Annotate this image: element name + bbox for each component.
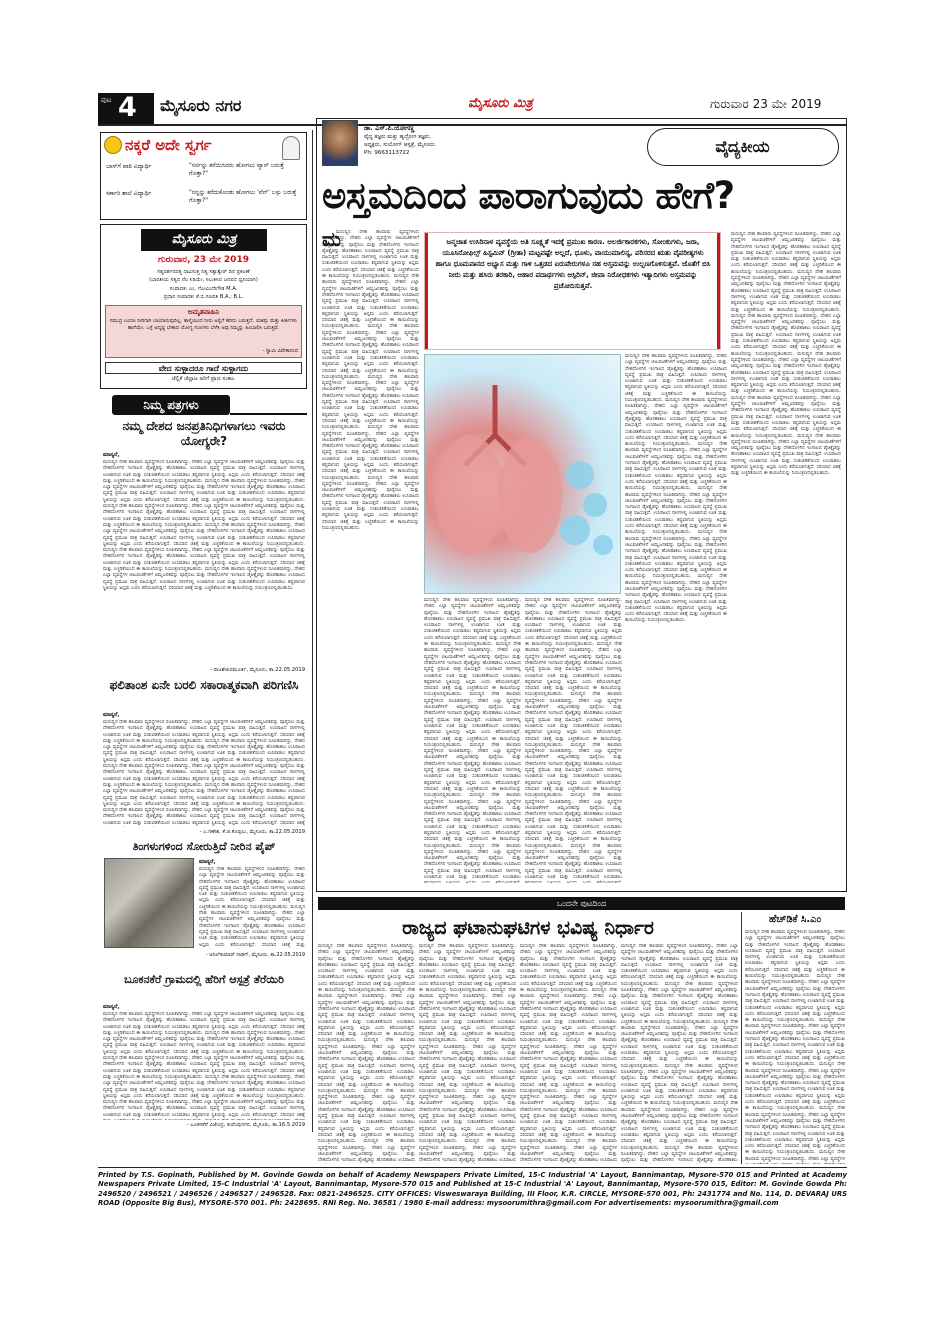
- pipe-leak-photo: [104, 858, 194, 948]
- side-col-body: ಮನುಷ್ಯನ ದೇಹ ಹಲವಾರು ವ್ಯವಸ್ಥೆಗಳಿಂದ ರೂಪಿತವಾಗಿದ್ದು, ದೇಹದ ಎಲ್ಲಾ ವ್ಯವಸ್ಥೆಗಳ ಚಟುವಟಿಕೆಗಳಿಗೆ ಆಮ್ಲಜನಕವನ್ನು ಪೂರೈಸಲು ಮತ್ತು ದೇಹದೊಳಗಿನ ಇಂಗಾಲದ ಡೈಆಕ್ಸೈಡನ್ನು ಹೊರಹಾಕಲು ಉಸಿರಾಟದ ವ್ಯವಸ್ಥೆ ಪ್ರಮುಖ ಪಾತ್ರ ವಹಿಸುತ್ತದೆ. ಉಸಿರಾಟದ ನಾಳಗಳಲ್ಲಿ ಉಂಟಾಗುವ ಊತ ಮತ್ತು ಸಂಕುಚಿತತೆಯಿಂದ ಉಸಿರಾಡಲು ಕಷ್ಟವಾಗುವ ಸ್ಥಿತಿಯನ್ನು ಅಸ್ತಮ ಎಂದು ಕರೆಯಲಾಗುತ್ತದೆ. ಸರಿಯಾದ ಚಿಕಿತ್ಸೆ ಮತ್ತು ಎಚ್ಚರಿಕೆಯಿಂದ ಈ ಕಾಯಿಲೆಯನ್ನು ನಿಯಂತ್ರಣದಲ್ಲಿಡಬಹುದು. ಮನುಷ್ಯನ ದೇಹ ಹಲವಾರು ವ್ಯವಸ್ಥೆಗಳಿಂದ ರೂಪಿತವಾಗಿದ್ದು, ದೇಹದ ಎಲ್ಲಾ ವ್ಯವಸ್ಥೆಗಳ ಚಟುವಟಿಕೆಗಳಿಗೆ ಆಮ್ಲಜನಕವನ್ನು ಪೂರೈಸಲು ಮತ್ತು ದೇಹದೊಳಗಿನ ಇಂಗಾಲದ ಡೈಆಕ್ಸೈಡನ್ನು ಹೊರಹಾಕಲು ಉಸಿರಾಟದ ವ್ಯವಸ್ಥೆ ಪ್ರಮುಖ ಪಾತ್ರ ವಹಿಸುತ್ತದೆ. ಉಸಿರಾಟದ ನಾಳಗಳಲ್ಲಿ ಉಂಟಾಗುವ ಊತ ಮತ್ತು ಸಂಕುಚಿತತೆಯಿಂದ ಉಸಿರಾಡಲು ಕಷ್ಟವಾಗುವ ಸ್ಥಿತಿಯನ್ನು ಅಸ್ತಮ ಎಂದು ಕರೆಯಲಾಗುತ್ತದೆ. ಸರಿಯಾದ ಚಿಕಿತ್ಸೆ ಮತ್ತು ಎಚ್ಚರಿಕೆಯಿಂದ ಈ ಕಾಯಿಲೆಯನ್ನು ನಿಯಂತ್ರಣದಲ್ಲಿಡಬಹುದು. ಮನುಷ್ಯನ ದೇಹ ಹಲವಾರು ವ್ಯವಸ್ಥೆಗಳಿಂದ ರೂಪಿತವಾಗಿದ್ದು, ದೇಹದ ಎಲ್ಲಾ ವ್ಯವಸ್ಥೆಗಳ ಚಟುವಟಿಕೆಗಳಿಗೆ ಆಮ್ಲಜನಕವನ್ನು ಪೂರೈಸಲು ಮತ್ತು ದೇಹದೊಳಗಿನ ಇಂಗಾಲದ ಡೈಆಕ್ಸೈಡನ್ನು ಹೊರಹಾಕಲು ಉಸಿರಾಟದ ವ್ಯವಸ್ಥೆ ಪ್ರಮುಖ ಪಾತ್ರ ವಹಿಸುತ್ತದೆ. ಉಸಿರಾಟದ ನಾಳಗಳಲ್ಲಿ ಉಂಟಾಗುವ ಊತ ಮತ್ತು ಸಂಕುಚಿತತೆಯಿಂದ ಉಸಿರಾಡಲು ಕಷ್ಟವಾಗುವ ಸ್ಥಿತಿಯನ್ನು ಅಸ್ತಮ ಎಂದು ಕರೆಯಲಾಗುತ್ತದೆ. ಸರಿಯಾದ ಚಿಕಿತ್ಸೆ ಮತ್ತು ಎಚ್ಚರಿಕೆಯಿಂದ ಈ ಕಾಯಿಲೆಯನ್ನು ನಿಯಂತ್ರಣದಲ್ಲಿಡಬಹುದು. ಮನುಷ್ಯನ ದೇಹ ಹಲವಾರು ವ್ಯವಸ್ಥೆಗಳಿಂದ ರೂಪಿತವಾಗಿದ್ದು, ದೇಹದ ಎಲ್ಲಾ ವ್ಯವಸ್ಥೆಗಳ ಚಟುವಟಿಕೆಗಳಿಗೆ ಆಮ್ಲಜನಕವನ್ನು ಪೂರೈಸಲು ಮತ್ತು ದೇಹದೊಳಗಿನ ಇಂಗಾಲದ ಡೈಆಕ್ಸೈಡನ್ನು ಹೊರಹಾಕಲು ಉಸಿರಾಟದ ವ್ಯವಸ್ಥೆ ಪ್ರಮುಖ ಪಾತ್ರ ವಹಿಸುತ್ತದೆ. ಉಸಿರಾಟದ ನಾಳಗಳಲ್ಲಿ ಉಂಟಾಗುವ ಊತ ಮತ್ತು ಸಂಕುಚಿತತೆಯಿಂದ ಉಸಿರಾಡಲು ಕಷ್ಟವಾಗುವ ಸ್ಥಿತಿಯನ್ನು ಅಸ್ತಮ ಎಂದು ಕರೆಯಲಾಗುತ್ತದೆ. ಸರಿಯಾದ ಚಿಕಿತ್ಸೆ ಮತ್ತು ಎಚ್ಚರಿಕೆಯಿಂದ ಈ ಕಾಯಿಲೆಯನ್ನು ನಿಯಂತ್ರಣದಲ್ಲಿಡಬಹುದು. ಮನುಷ್ಯನ ದೇಹ ಹಲವಾರು ವ್ಯವಸ್ಥೆಗಳಿಂದ ರೂಪಿತವಾಗಿದ್ದು, ದೇಹದ ಎಲ್ಲಾ ವ್ಯವಸ್ಥೆಗಳ ಚಟುವಟಿಕೆಗಳಿಗೆ ಆಮ್ಲಜನಕವನ್ನು ಪೂರೈಸಲು ಮತ್ತು ದೇಹದೊಳಗಿನ ಇಂಗಾಲದ ಡೈಆಕ್ಸೈಡನ್ನು ಹೊರಹಾಕಲು ಉಸಿರಾಟದ ವ್ಯವಸ್ಥೆ ಪ್ರಮುಖ ಪಾತ್ರ ವಹಿಸುತ್ತದೆ. ಉಸಿರಾಟದ ನಾಳಗಳಲ್ಲಿ ಉಂಟಾಗುವ ಊತ ಮತ್ತು ಸಂಕುಚಿತತೆಯಿಂದ ಉಸಿರಾಡಲು ಕಷ್ಟವಾಗುವ ಸ್ಥಿತಿಯನ್ನು ಅಸ್ತಮ ಎಂದು ಕರೆಯಲಾಗುತ್ತದೆ. ಸರಿಯಾದ ಚಿಕಿತ್ಸೆ ಮತ್ತು ಎಚ್ಚರಿಕೆಯಿಂದ ಈ ಕಾಯಿಲೆಯನ್ನು ನಿಯಂತ್ರಣದಲ್ಲಿಡಬಹುದು. ಮನುಷ್ಯನ ದೇಹ ಹಲವಾರು ವ್ಯವಸ್ಥೆಗಳಿಂದ ರೂಪಿತವಾಗಿದ್ದು, ದೇಹದ ಎಲ್ಲಾ ವ್ಯವಸ್ಥೆಗಳ: [745, 930, 845, 1162]
- author-line-1: ವೈದ್ಯ ತಜ್ಞರು ಮತ್ತು ಹೃದ್ರೋಗ ತಜ್ಞರು,: [364, 134, 432, 140]
- medical-col-5-body: ಮನುಷ್ಯನ ದೇಹ ಹಲವಾರು ವ್ಯವಸ್ಥೆಗಳಿಂದ ರೂಪಿತವಾಗಿದ್ದು, ದೇಹದ ಎಲ್ಲಾ ವ್ಯವಸ್ಥೆಗಳ ಚಟುವಟಿಕೆಗಳಿಗೆ ಆಮ್ಲಜನಕವನ್ನು ಪೂರೈಸಲು ಮತ್ತು ದೇಹದೊಳಗಿನ ಇಂಗಾಲದ ಡೈಆಕ್ಸೈಡನ್ನು ಹೊರಹಾಕಲು ಉಸಿರಾಟದ ವ್ಯವಸ್ಥೆ ಪ್ರಮುಖ ಪಾತ್ರ ವಹಿಸುತ್ತದೆ. ಉಸಿರಾಟದ ನಾಳಗಳಲ್ಲಿ ಉಂಟಾಗುವ ಊತ ಮತ್ತು ಸಂಕುಚಿತತೆಯಿಂದ ಉಸಿರಾಡಲು ಕಷ್ಟವಾಗುವ ಸ್ಥಿತಿಯನ್ನು ಅಸ್ತಮ ಎಂದು ಕರೆಯಲಾಗುತ್ತದೆ. ಸರಿಯಾದ ಚಿಕಿತ್ಸೆ ಮತ್ತು ಎಚ್ಚರಿಕೆಯಿಂದ ಈ ಕಾಯಿಲೆಯನ್ನು ನಿಯಂತ್ರಣದಲ್ಲಿಡಬಹುದು. ಮನುಷ್ಯನ ದೇಹ ಹಲವಾರು ವ್ಯವಸ್ಥೆಗಳಿಂದ ರೂಪಿತವಾಗಿದ್ದು, ದೇಹದ ಎಲ್ಲಾ ವ್ಯವಸ್ಥೆಗಳ ಚಟುವಟಿಕೆಗಳಿಗೆ ಆಮ್ಲಜನಕವನ್ನು ಪೂರೈಸಲು ಮತ್ತು ದೇಹದೊಳಗಿನ ಇಂಗಾಲದ ಡೈಆಕ್ಸೈಡನ್ನು ಹೊರಹಾಕಲು ಉಸಿರಾಟದ ವ್ಯವಸ್ಥೆ ಪ್ರಮುಖ ಪಾತ್ರ ವಹಿಸುತ್ತದೆ. ಉಸಿರಾಟದ ನಾಳಗಳಲ್ಲಿ ಉಂಟಾಗುವ ಊತ ಮತ್ತು ಸಂಕುಚಿತತೆಯಿಂದ ಉಸಿರಾಡಲು ಕಷ್ಟವಾಗುವ ಸ್ಥಿತಿಯನ್ನು ಅಸ್ತಮ ಎಂದು ಕರೆಯಲಾಗುತ್ತದೆ. ಸರಿಯಾದ ಚಿಕಿತ್ಸೆ ಮತ್ತು ಎಚ್ಚರಿಕೆಯಿಂದ ಈ ಕಾಯಿಲೆಯನ್ನು ನಿಯಂತ್ರಣದಲ್ಲಿಡಬಹುದು. ಮನುಷ್ಯನ ದೇಹ ಹಲವಾರು ವ್ಯವಸ್ಥೆಗಳಿಂದ ರೂಪಿತವಾಗಿದ್ದು, ದೇಹದ ಎಲ್ಲಾ ವ್ಯವಸ್ಥೆಗಳ ಚಟುವಟಿಕೆಗಳಿಗೆ ಆಮ್ಲಜನಕವನ್ನು ಪೂರೈಸಲು ಮತ್ತು ದೇಹದೊಳಗಿನ ಇಂಗಾಲದ ಡೈಆಕ್ಸೈಡನ್ನು ಹೊರಹಾಕಲು ಉಸಿರಾಟದ ವ್ಯವಸ್ಥೆ ಪ್ರಮುಖ ಪಾತ್ರ ವಹಿಸುತ್ತದೆ. ಉಸಿರಾಟದ ನಾಳಗಳಲ್ಲಿ ಉಂಟಾಗುವ ಊತ ಮತ್ತು ಸಂಕುಚಿತತೆಯಿಂದ ಉಸಿರಾಡಲು ಕಷ್ಟವಾಗುವ ಸ್ಥಿತಿಯನ್ನು ಅಸ್ತಮ ಎಂದು ಕರೆಯಲಾಗುತ್ತದೆ. ಸರಿಯಾದ ಚಿಕಿತ್ಸೆ ಮತ್ತು ಎಚ್ಚರಿಕೆಯಿಂದ ಈ ಕಾಯಿಲೆಯನ್ನು ನಿಯಂತ್ರಣದಲ್ಲಿಡಬಹುದು. ಮನುಷ್ಯನ ದೇಹ ಹಲವಾರು ವ್ಯವಸ್ಥೆಗಳಿಂದ ರೂಪಿತವಾಗಿದ್ದು, ದೇಹದ ಎಲ್ಲಾ ವ್ಯವಸ್ಥೆಗಳ ಚಟುವಟಿಕೆಗಳಿಗೆ ಆಮ್ಲಜನಕವನ್ನು ಪೂರೈಸಲು ಮತ್ತು ದೇಹದೊಳಗಿನ ಇಂಗಾಲದ ಡೈಆಕ್ಸೈಡನ್ನು ಹೊರಹಾಕಲು ಉಸಿರಾಟದ ವ್ಯವಸ್ಥೆ ಪ್ರಮುಖ ಪಾತ್ರ ವಹಿಸುತ್ತದೆ. ಉಸಿರಾಟದ ನಾಳಗಳಲ್ಲಿ ಉಂಟಾಗುವ ಊತ ಮತ್ತು ಸಂಕುಚಿತತೆಯಿಂದ ಉಸಿರಾಡಲು ಕಷ್ಟವಾಗುವ ಸ್ಥಿತಿಯನ್ನು ಅಸ್ತಮ ಎಂದು ಕರೆಯಲಾಗುತ್ತದೆ. ಸರಿಯಾದ ಚಿಕಿತ್ಸೆ ಮತ್ತು ಎಚ್ಚರಿಕೆಯಿಂದ ಈ ಕಾಯಿಲೆಯನ್ನು ನಿಯಂತ್ರಣದಲ್ಲಿಡಬಹುದು. ಮನುಷ್ಯನ ದೇಹ ಹಲವಾರು ವ್ಯವಸ್ಥೆಗಳಿಂದ ರೂಪಿತವಾಗಿದ್ದು, ದೇಹದ ಎಲ್ಲಾ ವ್ಯವಸ್ಥೆಗಳ ಚಟುವಟಿಕೆಗಳಿಗೆ ಆಮ್ಲಜನಕವನ್ನು ಪೂರೈಸಲು ಮತ್ತು ದೇಹದೊಳಗಿನ ಇಂಗಾಲದ ಡೈಆಕ್ಸೈಡನ್ನು ಹೊರಹಾಕಲು ಉಸಿರಾಟದ ವ್ಯವಸ್ಥೆ ಪ್ರಮುಖ ಪಾತ್ರ ವಹಿಸುತ್ತದೆ. ಉಸಿರಾಟದ ನಾಳಗಳಲ್ಲಿ ಉಂಟಾಗುವ ಊತ ಮತ್ತು ಸಂಕುಚಿತತೆಯಿಂದ ಉಸಿರಾಡಲು ಕಷ್ಟವಾಗುವ ಸ್ಥಿತಿಯನ್ನು ಅಸ್ತಮ ಎಂದು ಕರೆಯಲಾಗುತ್ತದೆ. ಸರಿಯಾದ ಚಿಕಿತ್ಸೆ ಮತ್ತು ಎಚ್ಚರಿಕೆಯಿಂದ ಈ ಕಾಯಿಲೆಯನ್ನು ನಿಯಂತ್ರಣದಲ್ಲಿಡಬಹುದು. ಮನುಷ್ಯನ ದೇಹ ಹಲವಾರು ವ್ಯವಸ್ಥೆಗಳಿಂದ ರೂಪಿತವಾಗಿದ್ದು, ದೇಹದ ಎಲ್ಲಾ ವ್ಯವಸ್ಥೆಗಳ ಚಟುವಟಿಕೆಗಳಿಗೆ ಆಮ್ಲಜನಕವನ್ನು ಪೂರೈಸಲು ಮತ್ತು ದೇಹದೊಳಗಿನ ಇಂಗಾಲದ ಡೈಆಕ್ಸೈಡನ್ನು ಹೊರಹಾಕಲು ಉಸಿರಾಟದ ವ್ಯವಸ್ಥೆ ಪ್ರಮುಖ ಪಾತ್ರ ವಹಿಸುತ್ತದೆ. ಉಸಿರಾಟದ ನಾಳಗಳಲ್ಲಿ ಉಂಟಾಗುವ ಊತ ಮತ್ತು ಸಂಕುಚಿತತೆಯಿಂದ ಉಸಿರಾಡಲು ಕಷ್ಟವಾಗುವ ಸ್ಥಿತಿಯನ್ನು ಅಸ್ತಮ ಎಂದು ಕರೆಯಲಾಗುತ್ತದೆ. ಸರಿಯಾದ ಚಿಕಿತ್ಸೆ ಮತ್ತು ಎಚ್ಚರಿಕೆಯಿಂದ ಈ ಕಾಯಿಲೆಯನ್ನು ನಿಯಂತ್ರಣದಲ್ಲಿಡಬಹುದು.: [731, 232, 841, 477]
- page-number-box: [98, 93, 154, 124]
- letter-4-salutation: ಮಾನ್ಯರೆ,: [103, 1004, 120, 1010]
- letter-2-salutation: ಮಾನ್ಯರೆ,: [103, 712, 120, 718]
- mitra-desk: ಪ್ರಧಾನ ಸಂಪಾದಕ: ಕೆ.ಬಿ.ಗಣಪತಿ B.A.; B.L.: [163, 294, 244, 300]
- author-photo: [322, 120, 358, 166]
- amrita-text: ಸಮುದ್ರ ಎಂದೂ ನೀರಿಗಾಗಿ ಬಾಯಾರುವುದಿಲ್ಲ. ತಾಳ್ಮೆಯಿಂದ ನೀರು ಅಲ್ಲಿಗೆ ಹರಿದು ಬರುತ್ತದೆ. ಯಶಸ್ಸು ಮತ್ತು ಕೀರ್ತಿಗಳು ಹಾಗೆಯೇ. ಒಳ್ಳೆ ಅದೃಷ್ಟ ಬೇಕಾದ ಯೋಗ್ಯ ಗುಣಗಳು ಬೆಳೆಸಿ ಅವು ನಿಮ್ಮನ್ನು ಹಿಂಬಾಲಿಸಿ ಬರುತ್ತವೆ.: [109, 318, 298, 331]
- author-line-2: ಅಧ್ಯಕ್ಷರು, ಸುಯೋಗ್ ಆಸ್ಪತ್ರೆ, ಮೈಸೂರು.: [364, 142, 437, 148]
- proverb-sub: ಚೆಲ್ಲಿಕೆ ಚೆಲ್ಲಾಟ ಅರಿಗೆ ಪ್ರಾಣ ಸಂಕಟ.: [171, 376, 236, 382]
- cartoon-figure-icon: [282, 136, 300, 160]
- pull-quote-right-bar: [717, 233, 720, 349]
- mitra-tagline-2: (ಭಾರತೀಯ ಸತ್ಯದ ನೆಲ ಸಿರಿಯೇ, ಸಿಲುಕಿಸಿದ ಜನಪದ ಧ್ವನಿಯಾಗಿ): [149, 277, 258, 283]
- cont-col-2: ಮನುಷ್ಯನ ದೇಹ ಹಲವಾರು ವ್ಯವಸ್ಥೆಗಳಿಂದ ರೂಪಿತವಾಗಿದ್ದು, ದೇಹದ ಎಲ್ಲಾ ವ್ಯವಸ್ಥೆಗಳ ಚಟುವಟಿಕೆಗಳಿಗೆ ಆಮ್ಲಜನಕವನ್ನು ಪೂರೈಸಲು ಮತ್ತು ದೇಹದೊಳಗಿನ ಇಂಗಾಲದ ಡೈಆಕ್ಸೈಡನ್ನು ಹೊರಹಾಕಲು ಉಸಿರಾಟದ ವ್ಯವಸ್ಥೆ ಪ್ರಮುಖ ಪಾತ್ರ ವಹಿಸುತ್ತದೆ. ಉಸಿರಾಟದ ನಾಳಗಳಲ್ಲಿ ಉಂಟಾಗುವ ಊತ ಮತ್ತು ಸಂಕುಚಿತತೆಯಿಂದ ಉಸಿರಾಡಲು ಕಷ್ಟವಾಗುವ ಸ್ಥಿತಿಯನ್ನು ಅಸ್ತಮ ಎಂದು ಕರೆಯಲಾಗುತ್ತದೆ. ಸರಿಯಾದ ಚಿಕಿತ್ಸೆ ಮತ್ತು ಎಚ್ಚರಿಕೆಯಿಂದ ಈ ಕಾಯಿಲೆಯನ್ನು ನಿಯಂತ್ರಣದಲ್ಲಿಡಬಹುದು. ಮನುಷ್ಯನ ದೇಹ ಹಲವಾರು ವ್ಯವಸ್ಥೆಗಳಿಂದ ರೂಪಿತವಾಗಿದ್ದು, ದೇಹದ ಎಲ್ಲಾ ವ್ಯವಸ್ಥೆಗಳ ಚಟುವಟಿಕೆಗಳಿಗೆ ಆಮ್ಲಜನಕವನ್ನು ಪೂರೈಸಲು ಮತ್ತು ದೇಹದೊಳಗಿನ ಇಂಗಾಲದ ಡೈಆಕ್ಸೈಡನ್ನು ಹೊರಹಾಕಲು ಉಸಿರಾಟದ ವ್ಯವಸ್ಥೆ ಪ್ರಮುಖ ಪಾತ್ರ ವಹಿಸುತ್ತದೆ. ಉಸಿರಾಟದ ನಾಳಗಳಲ್ಲಿ ಉಂಟಾಗುವ ಊತ ಮತ್ತು ಸಂಕುಚಿತತೆಯಿಂದ ಉಸಿರಾಡಲು ಕಷ್ಟವಾಗುವ ಸ್ಥಿತಿಯನ್ನು ಅಸ್ತಮ ಎಂದು ಕರೆಯಲಾಗುತ್ತದೆ. ಸರಿಯಾದ ಚಿಕಿತ್ಸೆ ಮತ್ತು ಎಚ್ಚರಿಕೆಯಿಂದ ಈ ಕಾಯಿಲೆಯನ್ನು ನಿಯಂತ್ರಣದಲ್ಲಿಡಬಹುದು. ಮನುಷ್ಯನ ದೇಹ ಹಲವಾರು ವ್ಯವಸ್ಥೆಗಳಿಂದ ರೂಪಿತವಾಗಿದ್ದು, ದೇಹದ ಎಲ್ಲಾ ವ್ಯವಸ್ಥೆಗಳ ಚಟುವಟಿಕೆಗಳಿಗೆ ಆಮ್ಲಜನಕವನ್ನು ಪೂರೈಸಲು ಮತ್ತು ದೇಹದೊಳಗಿನ ಇಂಗಾಲದ ಡೈಆಕ್ಸೈಡನ್ನು ಹೊರಹಾಕಲು ಉಸಿರಾಟದ ವ್ಯವಸ್ಥೆ ಪ್ರಮುಖ ಪಾತ್ರ ವಹಿಸುತ್ತದೆ. ಉಸಿರಾಟದ ನಾಳಗಳಲ್ಲಿ ಉಂಟಾಗುವ ಊತ ಮತ್ತು ಸಂಕುಚಿತತೆಯಿಂದ ಉಸಿರಾಡಲು ಕಷ್ಟವಾಗುವ ಸ್ಥಿತಿಯನ್ನು ಅಸ್ತಮ ಎಂದು ಕರೆಯಲಾಗುತ್ತದೆ. ಸರಿಯಾದ ಚಿಕಿತ್ಸೆ ಮತ್ತು ಎಚ್ಚರಿಕೆಯಿಂದ ಈ ಕಾಯಿಲೆಯನ್ನು ನಿಯಂತ್ರಣದಲ್ಲಿಡಬಹುದು. ಮನುಷ್ಯನ ದೇಹ ಹಲವಾರು ವ್ಯವಸ್ಥೆಗಳಿಂದ ರೂಪಿತವಾಗಿದ್ದು, ದೇಹದ ಎಲ್ಲಾ ವ್ಯವಸ್ಥೆಗಳ ಚಟುವಟಿಕೆಗಳಿಗೆ ಆಮ್ಲಜನಕವನ್ನು ಪೂರೈಸಲು ಮತ್ತು ದೇಹದೊಳಗಿನ ಇಂಗಾಲದ ಡೈಆಕ್ಸೈಡನ್ನು ಹೊರಹಾಕಲು ಉಸಿರಾಟದ ವ್ಯವಸ್ಥೆ ಪ್ರಮುಖ ಪಾತ್ರ ವಹಿಸುತ್ತದೆ. ಉಸಿರಾಟದ ನಾಳಗಳಲ್ಲಿ ಉಂಟಾಗುವ ಊತ ಮತ್ತು ಸಂಕುಚಿತತೆಯಿಂದ ಉಸಿರಾಡಲು ಕಷ್ಟವಾಗುವ ಸ್ಥಿತಿಯನ್ನು ಅಸ್ತಮ ಎಂದು ಕರೆಯಲಾಗುತ್ತದೆ. ಸರಿಯಾದ ಚಿಕಿತ್ಸೆ ಮತ್ತು ಎಚ್ಚರಿಕೆಯಿಂದ ಈ ಕಾಯಿಲೆಯನ್ನು ನಿಯಂತ್ರಣದಲ್ಲಿಡಬಹುದು. ಮನುಷ್ಯನ ದೇಹ ಹಲವಾರು ವ್ಯವಸ್ಥೆಗಳಿಂದ ರೂಪಿತವಾಗಿದ್ದು, ದೇಹದ ಎಲ್ಲಾ ವ್ಯವಸ್ಥೆಗಳ ಚಟುವಟಿಕೆಗಳಿಗೆ ಆಮ್ಲಜನಕವನ್ನು ಪೂರೈಸಲು ಮತ್ತು ದೇಹದೊಳಗಿನ ಇಂಗಾಲದ ಡೈಆಕ್ಸೈಡನ್ನು ಹೊರಹಾಕಲು ಉಸಿರಾಟದ: [419, 944, 516, 1164]
- letter-1-sign: - ರಾಜಶೇಖರಮೂರ್ತಿ, ಮೈಸೂರು, ತಾ.22.05.2019: [210, 667, 305, 673]
- proverb: ವೇದ ಸುಳ್ಳಾದರೂ ಗಾದೆ ಸುಳ್ಳಾಗದು: [105, 362, 302, 374]
- cont-col-1: ಮನುಷ್ಯನ ದೇಹ ಹಲವಾರು ವ್ಯವಸ್ಥೆಗಳಿಂದ ರೂಪಿತವಾಗಿದ್ದು, ದೇಹದ ಎಲ್ಲಾ ವ್ಯವಸ್ಥೆಗಳ ಚಟುವಟಿಕೆಗಳಿಗೆ ಆಮ್ಲಜನಕವನ್ನು ಪೂರೈಸಲು ಮತ್ತು ದೇಹದೊಳಗಿನ ಇಂಗಾಲದ ಡೈಆಕ್ಸೈಡನ್ನು ಹೊರಹಾಕಲು ಉಸಿರಾಟದ ವ್ಯವಸ್ಥೆ ಪ್ರಮುಖ ಪಾತ್ರ ವಹಿಸುತ್ತದೆ. ಉಸಿರಾಟದ ನಾಳಗಳಲ್ಲಿ ಉಂಟಾಗುವ ಊತ ಮತ್ತು ಸಂಕುಚಿತತೆಯಿಂದ ಉಸಿರಾಡಲು ಕಷ್ಟವಾಗುವ ಸ್ಥಿತಿಯನ್ನು ಅಸ್ತಮ ಎಂದು ಕರೆಯಲಾಗುತ್ತದೆ. ಸರಿಯಾದ ಚಿಕಿತ್ಸೆ ಮತ್ತು ಎಚ್ಚರಿಕೆಯಿಂದ ಈ ಕಾಯಿಲೆಯನ್ನು ನಿಯಂತ್ರಣದಲ್ಲಿಡಬಹುದು. ಮನುಷ್ಯನ ದೇಹ ಹಲವಾರು ವ್ಯವಸ್ಥೆಗಳಿಂದ ರೂಪಿತವಾಗಿದ್ದು, ದೇಹದ ಎಲ್ಲಾ ವ್ಯವಸ್ಥೆಗಳ ಚಟುವಟಿಕೆಗಳಿಗೆ ಆಮ್ಲಜನಕವನ್ನು ಪೂರೈಸಲು ಮತ್ತು ದೇಹದೊಳಗಿನ ಇಂಗಾಲದ ಡೈಆಕ್ಸೈಡನ್ನು ಹೊರಹಾಕಲು ಉಸಿರಾಟದ ವ್ಯವಸ್ಥೆ ಪ್ರಮುಖ ಪಾತ್ರ ವಹಿಸುತ್ತದೆ. ಉಸಿರಾಟದ ನಾಳಗಳಲ್ಲಿ ಉಂಟಾಗುವ ಊತ ಮತ್ತು ಸಂಕುಚಿತತೆಯಿಂದ ಉಸಿರಾಡಲು ಕಷ್ಟವಾಗುವ ಸ್ಥಿತಿಯನ್ನು ಅಸ್ತಮ ಎಂದು ಕರೆಯಲಾಗುತ್ತದೆ. ಸರಿಯಾದ ಚಿಕಿತ್ಸೆ ಮತ್ತು ಎಚ್ಚರಿಕೆಯಿಂದ ಈ ಕಾಯಿಲೆಯನ್ನು ನಿಯಂತ್ರಣದಲ್ಲಿಡಬಹುದು. ಮನುಷ್ಯನ ದೇಹ ಹಲವಾರು ವ್ಯವಸ್ಥೆಗಳಿಂದ ರೂಪಿತವಾಗಿದ್ದು, ದೇಹದ ಎಲ್ಲಾ ವ್ಯವಸ್ಥೆಗಳ ಚಟುವಟಿಕೆಗಳಿಗೆ ಆಮ್ಲಜನಕವನ್ನು ಪೂರೈಸಲು ಮತ್ತು ದೇಹದೊಳಗಿನ ಇಂಗಾಲದ ಡೈಆಕ್ಸೈಡನ್ನು ಹೊರಹಾಕಲು ಉಸಿರಾಟದ ವ್ಯವಸ್ಥೆ ಪ್ರಮುಖ ಪಾತ್ರ ವಹಿಸುತ್ತದೆ. ಉಸಿರಾಟದ ನಾಳಗಳಲ್ಲಿ ಉಂಟಾಗುವ ಊತ ಮತ್ತು ಸಂಕುಚಿತತೆಯಿಂದ ಉಸಿರಾಡಲು ಕಷ್ಟವಾಗುವ ಸ್ಥಿತಿಯನ್ನು ಅಸ್ತಮ ಎಂದು ಕರೆಯಲಾಗುತ್ತದೆ. ಸರಿಯಾದ ಚಿಕಿತ್ಸೆ ಮತ್ತು ಎಚ್ಚರಿಕೆಯಿಂದ ಈ ಕಾಯಿಲೆಯನ್ನು ನಿಯಂತ್ರಣದಲ್ಲಿಡಬಹುದು. ಮನುಷ್ಯನ ದೇಹ ಹಲವಾರು ವ್ಯವಸ್ಥೆಗಳಿಂದ ರೂಪಿತವಾಗಿದ್ದು, ದೇಹದ ಎಲ್ಲಾ ವ್ಯವಸ್ಥೆಗಳ ಚಟುವಟಿಕೆಗಳಿಗೆ ಆಮ್ಲಜನಕವನ್ನು ಪೂರೈಸಲು ಮತ್ತು ದೇಹದೊಳಗಿನ ಇಂಗಾಲದ ಡೈಆಕ್ಸೈಡನ್ನು ಹೊರಹಾಕಲು ಉಸಿರಾಟದ ವ್ಯವಸ್ಥೆ ಪ್ರಮುಖ ಪಾತ್ರ ವಹಿಸುತ್ತದೆ. ಉಸಿರಾಟದ ನಾಳಗಳಲ್ಲಿ ಉಂಟಾಗುವ ಊತ ಮತ್ತು ಸಂಕುಚಿತತೆಯಿಂದ ಉಸಿರಾಡಲು ಕಷ್ಟವಾಗುವ ಸ್ಥಿತಿಯನ್ನು ಅಸ್ತಮ ಎಂದು ಕರೆಯಲಾಗುತ್ತದೆ. ಸರಿಯಾದ ಚಿಕಿತ್ಸೆ ಮತ್ತು ಎಚ್ಚರಿಕೆಯಿಂದ ಈ ಕಾಯಿಲೆಯನ್ನು ನಿಯಂತ್ರಣದಲ್ಲಿಡಬಹುದು. ಮನುಷ್ಯನ ದೇಹ ಹಲವಾರು ವ್ಯವಸ್ಥೆಗಳಿಂದ ರೂಪಿತವಾಗಿದ್ದು, ದೇಹದ ಎಲ್ಲಾ ವ್ಯವಸ್ಥೆಗಳ ಚಟುವಟಿಕೆಗಳಿಗೆ ಆಮ್ಲಜನಕವನ್ನು ಪೂರೈಸಲು ಮತ್ತು ದೇಹದೊಳಗಿನ ಇಂಗಾಲದ ಡೈಆಕ್ಸೈಡನ್ನು ಹೊರಹಾಕಲು ಉಸಿರಾಟದ: [318, 944, 415, 1164]
- humor-q2-label: ಸರ್ಕಾರಿ ಶಾಲೆ ವಿದ್ಯಾರ್ಥಿ: [106, 190, 152, 197]
- page-number: 4: [118, 92, 137, 123]
- mitra-date: ಗುರುವಾರ, 23 ಮೇ 2019: [158, 255, 249, 265]
- letters-banner-line: [230, 413, 307, 415]
- medical-col-4-body: ಮನುಷ್ಯನ ದೇಹ ಹಲವಾರು ವ್ಯವಸ್ಥೆಗಳಿಂದ ರೂಪಿತವಾಗಿದ್ದು, ದೇಹದ ಎಲ್ಲಾ ವ್ಯವಸ್ಥೆಗಳ ಚಟುವಟಿಕೆಗಳಿಗೆ ಆಮ್ಲಜನಕವನ್ನು ಪೂರೈಸಲು ಮತ್ತು ದೇಹದೊಳಗಿನ ಇಂಗಾಲದ ಡೈಆಕ್ಸೈಡನ್ನು ಹೊರಹಾಕಲು ಉಸಿರಾಟದ ವ್ಯವಸ್ಥೆ ಪ್ರಮುಖ ಪಾತ್ರ ವಹಿಸುತ್ತದೆ. ಉಸಿರಾಟದ ನಾಳಗಳಲ್ಲಿ ಉಂಟಾಗುವ ಊತ ಮತ್ತು ಸಂಕುಚಿತತೆಯಿಂದ ಉಸಿರಾಡಲು ಕಷ್ಟವಾಗುವ ಸ್ಥಿತಿಯನ್ನು ಅಸ್ತಮ ಎಂದು ಕರೆಯಲಾಗುತ್ತದೆ. ಸರಿಯಾದ ಚಿಕಿತ್ಸೆ ಮತ್ತು ಎಚ್ಚರಿಕೆಯಿಂದ ಈ ಕಾಯಿಲೆಯನ್ನು ನಿಯಂತ್ರಣದಲ್ಲಿಡಬಹುದು. ಮನುಷ್ಯನ ದೇಹ ಹಲವಾರು ವ್ಯವಸ್ಥೆಗಳಿಂದ ರೂಪಿತವಾಗಿದ್ದು, ದೇಹದ ಎಲ್ಲಾ ವ್ಯವಸ್ಥೆಗಳ ಚಟುವಟಿಕೆಗಳಿಗೆ ಆಮ್ಲಜನಕವನ್ನು ಪೂರೈಸಲು ಮತ್ತು ದೇಹದೊಳಗಿನ ಇಂಗಾಲದ ಡೈಆಕ್ಸೈಡನ್ನು ಹೊರಹಾಕಲು ಉಸಿರಾಟದ ವ್ಯವಸ್ಥೆ ಪ್ರಮುಖ ಪಾತ್ರ ವಹಿಸುತ್ತದೆ. ಉಸಿರಾಟದ ನಾಳಗಳಲ್ಲಿ ಉಂಟಾಗುವ ಊತ ಮತ್ತು ಸಂಕುಚಿತತೆಯಿಂದ ಉಸಿರಾಡಲು ಕಷ್ಟವಾಗುವ ಸ್ಥಿತಿಯನ್ನು ಅಸ್ತಮ ಎಂದು ಕರೆಯಲಾಗುತ್ತದೆ. ಸರಿಯಾದ ಚಿಕಿತ್ಸೆ ಮತ್ತು ಎಚ್ಚರಿಕೆಯಿಂದ ಈ ಕಾಯಿಲೆಯನ್ನು ನಿಯಂತ್ರಣದಲ್ಲಿಡಬಹುದು. ಮನುಷ್ಯನ ದೇಹ ಹಲವಾರು ವ್ಯವಸ್ಥೆಗಳಿಂದ ರೂಪಿತವಾಗಿದ್ದು, ದೇಹದ ಎಲ್ಲಾ ವ್ಯವಸ್ಥೆಗಳ ಚಟುವಟಿಕೆಗಳಿಗೆ ಆಮ್ಲಜನಕವನ್ನು ಪೂರೈಸಲು ಮತ್ತು ದೇಹದೊಳಗಿನ ಇಂಗಾಲದ ಡೈಆಕ್ಸೈಡನ್ನು ಹೊರಹಾಕಲು ಉಸಿರಾಟದ ವ್ಯವಸ್ಥೆ ಪ್ರಮುಖ ಪಾತ್ರ ವಹಿಸುತ್ತದೆ. ಉಸಿರಾಟದ ನಾಳಗಳಲ್ಲಿ ಉಂಟಾಗುವ ಊತ ಮತ್ತು ಸಂಕುಚಿತತೆಯಿಂದ ಉಸಿರಾಡಲು ಕಷ್ಟವಾಗುವ ಸ್ಥಿತಿಯನ್ನು ಅಸ್ತಮ ಎಂದು ಕರೆಯಲಾಗುತ್ತದೆ. ಸರಿಯಾದ ಚಿಕಿತ್ಸೆ ಮತ್ತು ಎಚ್ಚರಿಕೆಯಿಂದ ಈ ಕಾಯಿಲೆಯನ್ನು ನಿಯಂತ್ರಣದಲ್ಲಿಡಬಹುದು. ಮನುಷ್ಯನ ದೇಹ ಹಲವಾರು ವ್ಯವಸ್ಥೆಗಳಿಂದ ರೂಪಿತವಾಗಿದ್ದು, ದೇಹದ ಎಲ್ಲಾ ವ್ಯವಸ್ಥೆಗಳ ಚಟುವಟಿಕೆಗಳಿಗೆ ಆಮ್ಲಜನಕವನ್ನು ಪೂರೈಸಲು ಮತ್ತು ದೇಹದೊಳಗಿನ ಇಂಗಾಲದ ಡೈಆಕ್ಸೈಡನ್ನು ಹೊರಹಾಕಲು ಉಸಿರಾಟದ ವ್ಯವಸ್ಥೆ ಪ್ರಮುಖ ಪಾತ್ರ ವಹಿಸುತ್ತದೆ. ಉಸಿರಾಟದ ನಾಳಗಳಲ್ಲಿ ಉಂಟಾಗುವ ಊತ ಮತ್ತು ಸಂಕುಚಿತತೆಯಿಂದ ಉಸಿರಾಡಲು ಕಷ್ಟವಾಗುವ ಸ್ಥಿತಿಯನ್ನು ಅಸ್ತಮ ಎಂದು ಕರೆಯಲಾಗುತ್ತದೆ. ಸರಿಯಾದ ಚಿಕಿತ್ಸೆ ಮತ್ತು ಎಚ್ಚರಿಕೆಯಿಂದ ಈ ಕಾಯಿಲೆಯನ್ನು ನಿಯಂತ್ರಣದಲ್ಲಿಡಬಹುದು. ಮನುಷ್ಯನ ದೇಹ ಹಲವಾರು ವ್ಯವಸ್ಥೆಗಳಿಂದ ರೂಪಿತವಾಗಿದ್ದು, ದೇಹದ ಎಲ್ಲಾ ವ್ಯವಸ್ಥೆಗಳ ಚಟುವಟಿಕೆಗಳಿಗೆ ಆಮ್ಲಜನಕವನ್ನು ಪೂರೈಸಲು ಮತ್ತು ದೇಹದೊಳಗಿನ ಇಂಗಾಲದ ಡೈಆಕ್ಸೈಡನ್ನು ಹೊರಹಾಕಲು ಉಸಿರಾಟದ ವ್ಯವಸ್ಥೆ ಪ್ರಮುಖ ಪಾತ್ರ ವಹಿಸುತ್ತದೆ. ಉಸಿರಾಟದ ನಾಳಗಳಲ್ಲಿ ಉಂಟಾಗುವ ಊತ ಮತ್ತು ಸಂಕುಚಿತತೆಯಿಂದ ಉಸಿರಾಡಲು ಕಷ್ಟವಾಗುವ ಸ್ಥಿತಿಯನ್ನು ಅಸ್ತಮ ಎಂದು ಕರೆಯಲಾಗುತ್ತದೆ. ಸರಿಯಾದ ಚಿಕಿತ್ಸೆ ಮತ್ತು ಎಚ್ಚರಿಕೆಯಿಂದ ಈ ಕಾಯಿಲೆಯನ್ನು ನಿಯಂತ್ರಣದಲ್ಲಿಡಬಹುದು. ಮನುಷ್ಯನ ದೇಹ ಹಲವಾರು ವ್ಯವಸ್ಥೆಗಳಿಂದ ರೂಪಿತವಾಗಿದ್ದು, ದೇಹದ ಎಲ್ಲಾ ವ್ಯವಸ್ಥೆಗಳ ಚಟುವಟಿಕೆಗಳಿಗೆ ಆಮ್ಲಜನಕವನ್ನು ಪೂರೈಸಲು ಮತ್ತು ದೇಹದೊಳಗಿನ ಇಂಗಾಲದ ಡೈಆಕ್ಸೈಡನ್ನು ಹೊರಹಾಕಲು ಉಸಿರಾಟದ ವ್ಯವಸ್ಥೆ ಪ್ರಮುಖ ಪಾತ್ರ ವಹಿಸುತ್ತದೆ. ಉಸಿರಾಟದ ನಾಳಗಳಲ್ಲಿ ಉಂಟಾಗುವ ಊತ ಮತ್ತು ಸಂಕುಚಿತತೆಯಿಂದ ಉಸಿರಾಡಲು ಕಷ್ಟವಾಗುವ ಸ್ಥಿತಿಯನ್ನು ಅಸ್ತಮ ಎಂದು ಕರೆಯಲಾಗುತ್ತದೆ. ಸರಿಯಾದ ಚಿಕಿತ್ಸೆ ಮತ್ತು ಎಚ್ಚರಿಕೆಯಿಂದ ಈ ಕಾಯಿಲೆಯನ್ನು ನಿಯಂತ್ರಣದಲ್ಲಿಡಬಹುದು.: [625, 354, 727, 624]
- section-title: ಮೈಸೂರು ನಗರ: [160, 96, 242, 115]
- humor-q1-text: "ಸರ್ನನ್ನು ಕರೆಯಿಸಿದರು ಹೋಗಲು ವ್ಯಾನ್ ಬರುತ್ತೆ ಗೊತ್ತಾ?": [189, 162, 284, 177]
- cont-col-4: ಮನುಷ್ಯನ ದೇಹ ಹಲವಾರು ವ್ಯವಸ್ಥೆಗಳಿಂದ ರೂಪಿತವಾಗಿದ್ದು, ದೇಹದ ಎಲ್ಲಾ ವ್ಯವಸ್ಥೆಗಳ ಚಟುವಟಿಕೆಗಳಿಗೆ ಆಮ್ಲಜನಕವನ್ನು ಪೂರೈಸಲು ಮತ್ತು ದೇಹದೊಳಗಿನ ಇಂಗಾಲದ ಡೈಆಕ್ಸೈಡನ್ನು ಹೊರಹಾಕಲು ಉಸಿರಾಟದ ವ್ಯವಸ್ಥೆ ಪ್ರಮುಖ ಪಾತ್ರ ವಹಿಸುತ್ತದೆ. ಉಸಿರಾಟದ ನಾಳಗಳಲ್ಲಿ ಉಂಟಾಗುವ ಊತ ಮತ್ತು ಸಂಕುಚಿತತೆಯಿಂದ ಉಸಿರಾಡಲು ಕಷ್ಟವಾಗುವ ಸ್ಥಿತಿಯನ್ನು ಅಸ್ತಮ ಎಂದು ಕರೆಯಲಾಗುತ್ತದೆ. ಸರಿಯಾದ ಚಿಕಿತ್ಸೆ ಮತ್ತು ಎಚ್ಚರಿಕೆಯಿಂದ ಈ ಕಾಯಿಲೆಯನ್ನು ನಿಯಂತ್ರಣದಲ್ಲಿಡಬಹುದು. ಮನುಷ್ಯನ ದೇಹ ಹಲವಾರು ವ್ಯವಸ್ಥೆಗಳಿಂದ ರೂಪಿತವಾಗಿದ್ದು, ದೇಹದ ಎಲ್ಲಾ ವ್ಯವಸ್ಥೆಗಳ ಚಟುವಟಿಕೆಗಳಿಗೆ ಆಮ್ಲಜನಕವನ್ನು ಪೂರೈಸಲು ಮತ್ತು ದೇಹದೊಳಗಿನ ಇಂಗಾಲದ ಡೈಆಕ್ಸೈಡನ್ನು ಹೊರಹಾಕಲು ಉಸಿರಾಟದ ವ್ಯವಸ್ಥೆ ಪ್ರಮುಖ ಪಾತ್ರ ವಹಿಸುತ್ತದೆ. ಉಸಿರಾಟದ ನಾಳಗಳಲ್ಲಿ ಉಂಟಾಗುವ ಊತ ಮತ್ತು ಸಂಕುಚಿತತೆಯಿಂದ ಉಸಿರಾಡಲು ಕಷ್ಟವಾಗುವ ಸ್ಥಿತಿಯನ್ನು ಅಸ್ತಮ ಎಂದು ಕರೆಯಲಾಗುತ್ತದೆ. ಸರಿಯಾದ ಚಿಕಿತ್ಸೆ ಮತ್ತು ಎಚ್ಚರಿಕೆಯಿಂದ ಈ ಕಾಯಿಲೆಯನ್ನು ನಿಯಂತ್ರಣದಲ್ಲಿಡಬಹುದು. ಮನುಷ್ಯನ ದೇಹ ಹಲವಾರು ವ್ಯವಸ್ಥೆಗಳಿಂದ ರೂಪಿತವಾಗಿದ್ದು, ದೇಹದ ಎಲ್ಲಾ ವ್ಯವಸ್ಥೆಗಳ ಚಟುವಟಿಕೆಗಳಿಗೆ ಆಮ್ಲಜನಕವನ್ನು ಪೂರೈಸಲು ಮತ್ತು ದೇಹದೊಳಗಿನ ಇಂಗಾಲದ ಡೈಆಕ್ಸೈಡನ್ನು ಹೊರಹಾಕಲು ಉಸಿರಾಟದ ವ್ಯವಸ್ಥೆ ಪ್ರಮುಖ ಪಾತ್ರ ವಹಿಸುತ್ತದೆ. ಉಸಿರಾಟದ ನಾಳಗಳಲ್ಲಿ ಉಂಟಾಗುವ ಊತ ಮತ್ತು ಸಂಕುಚಿತತೆಯಿಂದ ಉಸಿರಾಡಲು ಕಷ್ಟವಾಗುವ ಸ್ಥಿತಿಯನ್ನು ಅಸ್ತಮ ಎಂದು ಕರೆಯಲಾಗುತ್ತದೆ. ಸರಿಯಾದ ಚಿಕಿತ್ಸೆ ಮತ್ತು ಎಚ್ಚರಿಕೆಯಿಂದ ಈ ಕಾಯಿಲೆಯನ್ನು ನಿಯಂತ್ರಣದಲ್ಲಿಡಬಹುದು. ಮನುಷ್ಯನ ದೇಹ ಹಲವಾರು ವ್ಯವಸ್ಥೆಗಳಿಂದ ರೂಪಿತವಾಗಿದ್ದು, ದೇಹದ ಎಲ್ಲಾ ವ್ಯವಸ್ಥೆಗಳ ಚಟುವಟಿಕೆಗಳಿಗೆ ಆಮ್ಲಜನಕವನ್ನು ಪೂರೈಸಲು ಮತ್ತು ದೇಹದೊಳಗಿನ ಇಂಗಾಲದ ಡೈಆಕ್ಸೈಡನ್ನು ಹೊರಹಾಕಲು ಉಸಿರಾಟದ ವ್ಯವಸ್ಥೆ ಪ್ರಮುಖ ಪಾತ್ರ ವಹಿಸುತ್ತದೆ. ಉಸಿರಾಟದ ನಾಳಗಳಲ್ಲಿ ಉಂಟಾಗುವ ಊತ ಮತ್ತು ಸಂಕುಚಿತತೆಯಿಂದ ಉಸಿರಾಡಲು ಕಷ್ಟವಾಗುವ ಸ್ಥಿತಿಯನ್ನು ಅಸ್ತಮ ಎಂದು ಕರೆಯಲಾಗುತ್ತದೆ. ಸರಿಯಾದ ಚಿಕಿತ್ಸೆ ಮತ್ತು ಎಚ್ಚರಿಕೆಯಿಂದ ಈ ಕಾಯಿಲೆಯನ್ನು ನಿಯಂತ್ರಣದಲ್ಲಿಡಬಹುದು. ಮನುಷ್ಯನ ದೇಹ ಹಲವಾರು ವ್ಯವಸ್ಥೆಗಳಿಂದ ರೂಪಿತವಾಗಿದ್ದು, ದೇಹದ ಎಲ್ಲಾ ವ್ಯವಸ್ಥೆಗಳ ಚಟುವಟಿಕೆಗಳಿಗೆ ಆಮ್ಲಜನಕವನ್ನು ಪೂರೈಸಲು ಮತ್ತು ದೇಹದೊಳಗಿನ ಇಂಗಾಲದ ಡೈಆಕ್ಸೈಡನ್ನು ಹೊರಹಾಕಲು ಉಸಿರಾಟದ ವ್ಯವಸ್ಥೆ ಪ್ರಮುಖ ಪಾತ್ರ ವಹಿಸುತ್ತದೆ. ಉಸಿರಾಟದ ನಾಳಗಳಲ್ಲಿ ಉಂಟಾಗುವ ಊತ ಮತ್ತು ಸಂಕುಚಿತತೆಯಿಂದ ಉಸಿರಾಡಲು ಕಷ್ಟವಾಗುವ ಸ್ಥಿತಿಯನ್ನು ಅಸ್ತಮ ಎಂದು ಕರೆಯಲಾಗುತ್ತದೆ. ಸರಿಯಾದ ಚಿಕಿತ್ಸೆ ಮತ್ತು ಎಚ್ಚರಿಕೆಯಿಂದ ಈ ಕಾಯಿಲೆಯನ್ನು ನಿಯಂತ್ರಣದಲ್ಲಿಡಬಹುದು. ಮನುಷ್ಯನ ದೇಹ ಹಲವಾರು ವ್ಯವಸ್ಥೆಗಳಿಂದ ರೂಪಿತವಾಗಿದ್ದು, ದೇಹದ ಎಲ್ಲಾ ವ್ಯವಸ್ಥೆಗಳ ಚಟುವಟಿಕೆಗಳಿಗೆ ಆಮ್ಲಜನಕವನ್ನು ಪೂರೈಸಲು ಮತ್ತು ದೇಹದೊಳಗಿನ ಇಂಗಾಲದ ಡೈಆಕ್ಸೈಡನ್ನು ಹೊರಹಾಕಲು: [621, 944, 738, 1164]
- category-label: ವೈದ್ಯಕೀಯ: [715, 137, 770, 156]
- letter-2-body: ಮನುಷ್ಯನ ದೇಹ ಹಲವಾರು ವ್ಯವಸ್ಥೆಗಳಿಂದ ರೂಪಿತವಾಗಿದ್ದು, ದೇಹದ ಎಲ್ಲಾ ವ್ಯವಸ್ಥೆಗಳ ಚಟುವಟಿಕೆಗಳಿಗೆ ಆಮ್ಲಜನಕವನ್ನು ಪೂರೈಸಲು ಮತ್ತು ದೇಹದೊಳಗಿನ ಇಂಗಾಲದ ಡೈಆಕ್ಸೈಡನ್ನು ಹೊರಹಾಕಲು ಉಸಿರಾಟದ ವ್ಯವಸ್ಥೆ ಪ್ರಮುಖ ಪಾತ್ರ ವಹಿಸುತ್ತದೆ. ಉಸಿರಾಟದ ನಾಳಗಳಲ್ಲಿ ಉಂಟಾಗುವ ಊತ ಮತ್ತು ಸಂಕುಚಿತತೆಯಿಂದ ಉಸಿರಾಡಲು ಕಷ್ಟವಾಗುವ ಸ್ಥಿತಿಯನ್ನು ಅಸ್ತಮ ಎಂದು ಕರೆಯಲಾಗುತ್ತದೆ. ಸರಿಯಾದ ಚಿಕಿತ್ಸೆ ಮತ್ತು ಎಚ್ಚರಿಕೆಯಿಂದ ಈ ಕಾಯಿಲೆಯನ್ನು ನಿಯಂತ್ರಣದಲ್ಲಿಡಬಹುದು. ಮನುಷ್ಯನ ದೇಹ ಹಲವಾರು ವ್ಯವಸ್ಥೆಗಳಿಂದ ರೂಪಿತವಾಗಿದ್ದು, ದೇಹದ ಎಲ್ಲಾ ವ್ಯವಸ್ಥೆಗಳ ಚಟುವಟಿಕೆಗಳಿಗೆ ಆಮ್ಲಜನಕವನ್ನು ಪೂರೈಸಲು ಮತ್ತು ದೇಹದೊಳಗಿನ ಇಂಗಾಲದ ಡೈಆಕ್ಸೈಡನ್ನು ಹೊರಹಾಕಲು ಉಸಿರಾಟದ ವ್ಯವಸ್ಥೆ ಪ್ರಮುಖ ಪಾತ್ರ ವಹಿಸುತ್ತದೆ. ಉಸಿರಾಟದ ನಾಳಗಳಲ್ಲಿ ಉಂಟಾಗುವ ಊತ ಮತ್ತು ಸಂಕುಚಿತತೆಯಿಂದ ಉಸಿರಾಡಲು ಕಷ್ಟವಾಗುವ ಸ್ಥಿತಿಯನ್ನು ಅಸ್ತಮ ಎಂದು ಕರೆಯಲಾಗುತ್ತದೆ. ಸರಿಯಾದ ಚಿಕಿತ್ಸೆ ಮತ್ತು ಎಚ್ಚರಿಕೆಯಿಂದ ಈ ಕಾಯಿಲೆಯನ್ನು ನಿಯಂತ್ರಣದಲ್ಲಿಡಬಹುದು. ಮನುಷ್ಯನ ದೇಹ ಹಲವಾರು ವ್ಯವಸ್ಥೆಗಳಿಂದ ರೂಪಿತವಾಗಿದ್ದು, ದೇಹದ ಎಲ್ಲಾ ವ್ಯವಸ್ಥೆಗಳ ಚಟುವಟಿಕೆಗಳಿಗೆ ಆಮ್ಲಜನಕವನ್ನು ಪೂರೈಸಲು ಮತ್ತು ದೇಹದೊಳಗಿನ ಇಂಗಾಲದ ಡೈಆಕ್ಸೈಡನ್ನು ಹೊರಹಾಕಲು ಉಸಿರಾಟದ ವ್ಯವಸ್ಥೆ ಪ್ರಮುಖ ಪಾತ್ರ ವಹಿಸುತ್ತದೆ. ಉಸಿರಾಟದ ನಾಳಗಳಲ್ಲಿ ಉಂಟಾಗುವ ಊತ ಮತ್ತು ಸಂಕುಚಿತತೆಯಿಂದ ಉಸಿರಾಡಲು ಕಷ್ಟವಾಗುವ ಸ್ಥಿತಿಯನ್ನು ಅಸ್ತಮ ಎಂದು ಕರೆಯಲಾಗುತ್ತದೆ. ಸರಿಯಾದ ಚಿಕಿತ್ಸೆ ಮತ್ತು ಎಚ್ಚರಿಕೆಯಿಂದ ಈ ಕಾಯಿಲೆಯನ್ನು ನಿಯಂತ್ರಣದಲ್ಲಿಡಬಹುದು. ಮನುಷ್ಯನ ದೇಹ ಹಲವಾರು ವ್ಯವಸ್ಥೆಗಳಿಂದ ರೂಪಿತವಾಗಿದ್ದು, ದೇಹದ ಎಲ್ಲಾ ವ್ಯವಸ್ಥೆಗಳ ಚಟುವಟಿಕೆಗಳಿಗೆ ಆಮ್ಲಜನಕವನ್ನು ಪೂರೈಸಲು ಮತ್ತು ದೇಹದೊಳಗಿನ ಇಂಗಾಲದ ಡೈಆಕ್ಸೈಡನ್ನು ಹೊರಹಾಕಲು ಉಸಿರಾಟದ ವ್ಯವಸ್ಥೆ ಪ್ರಮುಖ ಪಾತ್ರ ವಹಿಸುತ್ತದೆ. ಉಸಿರಾಟದ ನಾಳಗಳಲ್ಲಿ ಉಂಟಾಗುವ ಊತ ಮತ್ತು ಸಂಕುಚಿತತೆಯಿಂದ ಉಸಿರಾಡಲು ಕಷ್ಟವಾಗುವ ಸ್ಥಿತಿಯನ್ನು ಅಸ್ತಮ ಎಂದು ಕರೆಯಲಾಗುತ್ತದೆ. ಸರಿಯಾದ ಚಿಕಿತ್ಸೆ ಮತ್ತು ಎಚ್ಚರಿಕೆಯಿಂದ ಈ ಕಾಯಿಲೆಯನ್ನು ನಿಯಂತ್ರಣದಲ್ಲಿಡಬಹುದು. ಮನುಷ್ಯನ ದೇಹ ಹಲವಾರು ವ್ಯವಸ್ಥೆಗಳಿಂದ ರೂಪಿತವಾಗಿದ್ದು, ದೇಹದ ಎಲ್ಲಾ ವ್ಯವಸ್ಥೆಗಳ ಚಟುವಟಿಕೆಗಳಿಗೆ ಆಮ್ಲಜನಕವನ್ನು ಪೂರೈಸಲು ಮತ್ತು ದೇಹದೊಳಗಿನ ಇಂಗಾಲದ ಡೈಆಕ್ಸೈಡನ್ನು ಹೊರಹಾಕಲು ಉಸಿರಾಟದ ವ್ಯವಸ್ಥೆ ಪ್ರಮುಖ ಪಾತ್ರ ವಹಿಸುತ್ತದೆ. ಉಸಿರಾಟದ ನಾಳಗಳಲ್ಲಿ ಉಂಟಾಗುವ ಊತ ಮತ್ತು ಸಂಕುಚಿತತೆಯಿಂದ ಉಸಿರಾಡಲು ಕಷ್ಟವಾಗುವ ಸ್ಥಿತಿಯನ್ನು ಅಸ್ತಮ ಎಂದು ಕರೆಯಲಾಗುತ್ತದೆ. ಸರಿಯಾದ ಚಿಕಿತ್ಸೆ: [103, 720, 305, 826]
- medical-col-3-body: ಮನುಷ್ಯನ ದೇಹ ಹಲವಾರು ವ್ಯವಸ್ಥೆಗಳಿಂದ ರೂಪಿತವಾಗಿದ್ದು, ದೇಹದ ಎಲ್ಲಾ ವ್ಯವಸ್ಥೆಗಳ ಚಟುವಟಿಕೆಗಳಿಗೆ ಆಮ್ಲಜನಕವನ್ನು ಪೂರೈಸಲು ಮತ್ತು ದೇಹದೊಳಗಿನ ಇಂಗಾಲದ ಡೈಆಕ್ಸೈಡನ್ನು ಹೊರಹಾಕಲು ಉಸಿರಾಟದ ವ್ಯವಸ್ಥೆ ಪ್ರಮುಖ ಪಾತ್ರ ವಹಿಸುತ್ತದೆ. ಉಸಿರಾಟದ ನಾಳಗಳಲ್ಲಿ ಉಂಟಾಗುವ ಊತ ಮತ್ತು ಸಂಕುಚಿತತೆಯಿಂದ ಉಸಿರಾಡಲು ಕಷ್ಟವಾಗುವ ಸ್ಥಿತಿಯನ್ನು ಅಸ್ತಮ ಎಂದು ಕರೆಯಲಾಗುತ್ತದೆ. ಸರಿಯಾದ ಚಿಕಿತ್ಸೆ ಮತ್ತು ಎಚ್ಚರಿಕೆಯಿಂದ ಈ ಕಾಯಿಲೆಯನ್ನು ನಿಯಂತ್ರಣದಲ್ಲಿಡಬಹುದು. ಮನುಷ್ಯನ ದೇಹ ಹಲವಾರು ವ್ಯವಸ್ಥೆಗಳಿಂದ ರೂಪಿತವಾಗಿದ್ದು, ದೇಹದ ಎಲ್ಲಾ ವ್ಯವಸ್ಥೆಗಳ ಚಟುವಟಿಕೆಗಳಿಗೆ ಆಮ್ಲಜನಕವನ್ನು ಪೂರೈಸಲು ಮತ್ತು ದೇಹದೊಳಗಿನ ಇಂಗಾಲದ ಡೈಆಕ್ಸೈಡನ್ನು ಹೊರಹಾಕಲು ಉಸಿರಾಟದ ವ್ಯವಸ್ಥೆ ಪ್ರಮುಖ ಪಾತ್ರ ವಹಿಸುತ್ತದೆ. ಉಸಿರಾಟದ ನಾಳಗಳಲ್ಲಿ ಉಂಟಾಗುವ ಊತ ಮತ್ತು ಸಂಕುಚಿತತೆಯಿಂದ ಉಸಿರಾಡಲು ಕಷ್ಟವಾಗುವ ಸ್ಥಿತಿಯನ್ನು ಅಸ್ತಮ ಎಂದು ಕರೆಯಲಾಗುತ್ತದೆ. ಸರಿಯಾದ ಚಿಕಿತ್ಸೆ ಮತ್ತು ಎಚ್ಚರಿಕೆಯಿಂದ ಈ ಕಾಯಿಲೆಯನ್ನು ನಿಯಂತ್ರಣದಲ್ಲಿಡಬಹುದು. ಮನುಷ್ಯನ ದೇಹ ಹಲವಾರು ವ್ಯವಸ್ಥೆಗಳಿಂದ ರೂಪಿತವಾಗಿದ್ದು, ದೇಹದ ಎಲ್ಲಾ ವ್ಯವಸ್ಥೆಗಳ ಚಟುವಟಿಕೆಗಳಿಗೆ ಆಮ್ಲಜನಕವನ್ನು ಪೂರೈಸಲು ಮತ್ತು ದೇಹದೊಳಗಿನ ಇಂಗಾಲದ ಡೈಆಕ್ಸೈಡನ್ನು ಹೊರಹಾಕಲು ಉಸಿರಾಟದ ವ್ಯವಸ್ಥೆ ಪ್ರಮುಖ ಪಾತ್ರ ವಹಿಸುತ್ತದೆ. ಉಸಿರಾಟದ ನಾಳಗಳಲ್ಲಿ ಉಂಟಾಗುವ ಊತ ಮತ್ತು ಸಂಕುಚಿತತೆಯಿಂದ ಉಸಿರಾಡಲು ಕಷ್ಟವಾಗುವ ಸ್ಥಿತಿಯನ್ನು ಅಸ್ತಮ ಎಂದು ಕರೆಯಲಾಗುತ್ತದೆ. ಸರಿಯಾದ ಚಿಕಿತ್ಸೆ ಮತ್ತು ಎಚ್ಚರಿಕೆಯಿಂದ ಈ ಕಾಯಿಲೆಯನ್ನು ನಿಯಂತ್ರಣದಲ್ಲಿಡಬಹುದು. ಮನುಷ್ಯನ ದೇಹ ಹಲವಾರು ವ್ಯವಸ್ಥೆಗಳಿಂದ ರೂಪಿತವಾಗಿದ್ದು, ದೇಹದ ಎಲ್ಲಾ ವ್ಯವಸ್ಥೆಗಳ ಚಟುವಟಿಕೆಗಳಿಗೆ ಆಮ್ಲಜನಕವನ್ನು ಪೂರೈಸಲು ಮತ್ತು ದೇಹದೊಳಗಿನ ಇಂಗಾಲದ ಡೈಆಕ್ಸೈಡನ್ನು ಹೊರಹಾಕಲು ಉಸಿರಾಟದ ವ್ಯವಸ್ಥೆ ಪ್ರಮುಖ ಪಾತ್ರ ವಹಿಸುತ್ತದೆ. ಉಸಿರಾಟದ ನಾಳಗಳಲ್ಲಿ ಉಂಟಾಗುವ ಊತ ಮತ್ತು ಸಂಕುಚಿತತೆಯಿಂದ ಉಸಿರಾಡಲು ಕಷ್ಟವಾಗುವ ಸ್ಥಿತಿಯನ್ನು ಅಸ್ತಮ ಎಂದು ಕರೆಯಲಾಗುತ್ತದೆ. ಸರಿಯಾದ ಚಿಕಿತ್ಸೆ ಮತ್ತು ಎಚ್ಚರಿಕೆಯಿಂದ ಈ ಕಾಯಿಲೆಯನ್ನು ನಿಯಂತ್ರಣದಲ್ಲಿಡಬಹುದು. ಮನುಷ್ಯನ ದೇಹ ಹಲವಾರು ವ್ಯವಸ್ಥೆಗಳಿಂದ ರೂಪಿತವಾಗಿದ್ದು, ದೇಹದ ಎಲ್ಲಾ ವ್ಯವಸ್ಥೆಗಳ ಚಟುವಟಿಕೆಗಳಿಗೆ ಆಮ್ಲಜನಕವನ್ನು ಪೂರೈಸಲು ಮತ್ತು ದೇಹದೊಳಗಿನ ಇಂಗಾಲದ ಡೈಆಕ್ಸೈಡನ್ನು ಹೊರಹಾಕಲು ಉಸಿರಾಟದ ವ್ಯವಸ್ಥೆ ಪ್ರಮುಖ ಪಾತ್ರ ವಹಿಸುತ್ತದೆ. ಉಸಿರಾಟದ ನಾಳಗಳಲ್ಲಿ ಉಂಟಾಗುವ ಊತ ಮತ್ತು ಸಂಕುಚಿತತೆಯಿಂದ ಉಸಿರಾಡಲು ಕಷ್ಟವಾಗುವ ಸ್ಥಿತಿಯನ್ನು ಅಸ್ತಮ ಎಂದು ಕರೆಯಲಾಗುತ್ತದೆ. ಸರಿಯಾದ ಚಿಕಿತ್ಸೆ ಮತ್ತು ಎಚ್ಚರಿಕೆಯಿಂದ ಈ ಕಾಯಿಲೆಯನ್ನು ನಿಯಂತ್ರಣದಲ್ಲಿಡಬಹುದು. ಮನುಷ್ಯನ ದೇಹ ಹಲವಾರು ವ್ಯವಸ್ಥೆಗಳಿಂದ ರೂಪಿತವಾಗಿದ್ದು, ದೇಹದ ಎಲ್ಲಾ ವ್ಯವಸ್ಥೆಗಳ ಚಟುವಟಿಕೆಗಳಿಗೆ ಆಮ್ಲಜನಕವನ್ನು ಪೂರೈಸಲು ಮತ್ತು ದೇಹದೊಳಗಿನ ಇಂಗಾಲದ ಡೈಆಕ್ಸೈಡನ್ನು ಹೊರಹಾಕಲು ಉಸಿರಾಟದ ವ್ಯವಸ್ಥೆ ಪ್ರಮುಖ ಪಾತ್ರ ವಹಿಸುತ್ತದೆ. ಉಸಿರಾಟದ ನಾಳಗಳಲ್ಲಿ ಉಂಟಾಗುವ ಊತ ಮತ್ತು ಸಂಕುಚಿತತೆಯಿಂದ ಉಸಿರಾಡಲು: [525, 598, 622, 881]
- medical-headline: ಅಸ್ತಮದಿಂದ ಪಾರಾಗುವುದು ಹೇಗೆ?: [322, 174, 735, 217]
- letter-2-sign: - ಎ.ಗಣೇಶ, ಕೆ.ಜಿ.ಕೊಪ್ಪಲು, ಮೈಸೂರು, ತಾ.22.05.2019: [199, 829, 305, 835]
- continued-headline: ರಾಜ್ಯದ ಘಟಾನುಘಟಿಗಳ ಭವಿಷ್ಯ ನಿರ್ಧಾರ: [402, 917, 654, 939]
- letter-1-body: ಮನುಷ್ಯನ ದೇಹ ಹಲವಾರು ವ್ಯವಸ್ಥೆಗಳಿಂದ ರೂಪಿತವಾಗಿದ್ದು, ದೇಹದ ಎಲ್ಲಾ ವ್ಯವಸ್ಥೆಗಳ ಚಟುವಟಿಕೆಗಳಿಗೆ ಆಮ್ಲಜನಕವನ್ನು ಪೂರೈಸಲು ಮತ್ತು ದೇಹದೊಳಗಿನ ಇಂಗಾಲದ ಡೈಆಕ್ಸೈಡನ್ನು ಹೊರಹಾಕಲು ಉಸಿರಾಟದ ವ್ಯವಸ್ಥೆ ಪ್ರಮುಖ ಪಾತ್ರ ವಹಿಸುತ್ತದೆ. ಉಸಿರಾಟದ ನಾಳಗಳಲ್ಲಿ ಉಂಟಾಗುವ ಊತ ಮತ್ತು ಸಂಕುಚಿತತೆಯಿಂದ ಉಸಿರಾಡಲು ಕಷ್ಟವಾಗುವ ಸ್ಥಿತಿಯನ್ನು ಅಸ್ತಮ ಎಂದು ಕರೆಯಲಾಗುತ್ತದೆ. ಸರಿಯಾದ ಚಿಕಿತ್ಸೆ ಮತ್ತು ಎಚ್ಚರಿಕೆಯಿಂದ ಈ ಕಾಯಿಲೆಯನ್ನು ನಿಯಂತ್ರಣದಲ್ಲಿಡಬಹುದು. ಮನುಷ್ಯನ ದೇಹ ಹಲವಾರು ವ್ಯವಸ್ಥೆಗಳಿಂದ ರೂಪಿತವಾಗಿದ್ದು, ದೇಹದ ಎಲ್ಲಾ ವ್ಯವಸ್ಥೆಗಳ ಚಟುವಟಿಕೆಗಳಿಗೆ ಆಮ್ಲಜನಕವನ್ನು ಪೂರೈಸಲು ಮತ್ತು ದೇಹದೊಳಗಿನ ಇಂಗಾಲದ ಡೈಆಕ್ಸೈಡನ್ನು ಹೊರಹಾಕಲು ಉಸಿರಾಟದ ವ್ಯವಸ್ಥೆ ಪ್ರಮುಖ ಪಾತ್ರ ವಹಿಸುತ್ತದೆ. ಉಸಿರಾಟದ ನಾಳಗಳಲ್ಲಿ ಉಂಟಾಗುವ ಊತ ಮತ್ತು ಸಂಕುಚಿತತೆಯಿಂದ ಉಸಿರಾಡಲು ಕಷ್ಟವಾಗುವ ಸ್ಥಿತಿಯನ್ನು ಅಸ್ತಮ ಎಂದು ಕರೆಯಲಾಗುತ್ತದೆ. ಸರಿಯಾದ ಚಿಕಿತ್ಸೆ ಮತ್ತು ಎಚ್ಚರಿಕೆಯಿಂದ ಈ ಕಾಯಿಲೆಯನ್ನು ನಿಯಂತ್ರಣದಲ್ಲಿಡಬಹುದು. ಮನುಷ್ಯನ ದೇಹ ಹಲವಾರು ವ್ಯವಸ್ಥೆಗಳಿಂದ ರೂಪಿತವಾಗಿದ್ದು, ದೇಹದ ಎಲ್ಲಾ ವ್ಯವಸ್ಥೆಗಳ ಚಟುವಟಿಕೆಗಳಿಗೆ ಆಮ್ಲಜನಕವನ್ನು ಪೂರೈಸಲು ಮತ್ತು ದೇಹದೊಳಗಿನ ಇಂಗಾಲದ ಡೈಆಕ್ಸೈಡನ್ನು ಹೊರಹಾಕಲು ಉಸಿರಾಟದ ವ್ಯವಸ್ಥೆ ಪ್ರಮುಖ ಪಾತ್ರ ವಹಿಸುತ್ತದೆ. ಉಸಿರಾಟದ ನಾಳಗಳಲ್ಲಿ ಉಂಟಾಗುವ ಊತ ಮತ್ತು ಸಂಕುಚಿತತೆಯಿಂದ ಉಸಿರಾಡಲು ಕಷ್ಟವಾಗುವ ಸ್ಥಿತಿಯನ್ನು ಅಸ್ತಮ ಎಂದು ಕರೆಯಲಾಗುತ್ತದೆ. ಸರಿಯಾದ ಚಿಕಿತ್ಸೆ ಮತ್ತು ಎಚ್ಚರಿಕೆಯಿಂದ ಈ ಕಾಯಿಲೆಯನ್ನು ನಿಯಂತ್ರಣದಲ್ಲಿಡಬಹುದು. ಮನುಷ್ಯನ ದೇಹ ಹಲವಾರು ವ್ಯವಸ್ಥೆಗಳಿಂದ ರೂಪಿತವಾಗಿದ್ದು, ದೇಹದ ಎಲ್ಲಾ ವ್ಯವಸ್ಥೆಗಳ ಚಟುವಟಿಕೆಗಳಿಗೆ ಆಮ್ಲಜನಕವನ್ನು ಪೂರೈಸಲು ಮತ್ತು ದೇಹದೊಳಗಿನ ಇಂಗಾಲದ ಡೈಆಕ್ಸೈಡನ್ನು ಹೊರಹಾಕಲು ಉಸಿರಾಟದ ವ್ಯವಸ್ಥೆ ಪ್ರಮುಖ ಪಾತ್ರ ವಹಿಸುತ್ತದೆ. ಉಸಿರಾಟದ ನಾಳಗಳಲ್ಲಿ ಉಂಟಾಗುವ ಊತ ಮತ್ತು ಸಂಕುಚಿತತೆಯಿಂದ ಉಸಿರಾಡಲು ಕಷ್ಟವಾಗುವ ಸ್ಥಿತಿಯನ್ನು ಅಸ್ತಮ ಎಂದು ಕರೆಯಲಾಗುತ್ತದೆ. ಸರಿಯಾದ ಚಿಕಿತ್ಸೆ ಮತ್ತು ಎಚ್ಚರಿಕೆಯಿಂದ ಈ ಕಾಯಿಲೆಯನ್ನು ನಿಯಂತ್ರಣದಲ್ಲಿಡಬಹುದು. ಮನುಷ್ಯನ ದೇಹ ಹಲವಾರು ವ್ಯವಸ್ಥೆಗಳಿಂದ ರೂಪಿತವಾಗಿದ್ದು, ದೇಹದ ಎಲ್ಲಾ ವ್ಯವಸ್ಥೆಗಳ ಚಟುವಟಿಕೆಗಳಿಗೆ ಆಮ್ಲಜನಕವನ್ನು ಪೂರೈಸಲು ಮತ್ತು ದೇಹದೊಳಗಿನ ಇಂಗಾಲದ ಡೈಆಕ್ಸೈಡನ್ನು ಹೊರಹಾಕಲು ಉಸಿರಾಟದ ವ್ಯವಸ್ಥೆ ಪ್ರಮುಖ ಪಾತ್ರ ವಹಿಸುತ್ತದೆ. ಉಸಿರಾಟದ ನಾಳಗಳಲ್ಲಿ ಉಂಟಾಗುವ ಊತ ಮತ್ತು ಸಂಕುಚಿತತೆಯಿಂದ ಉಸಿರಾಡಲು ಕಷ್ಟವಾಗುವ ಸ್ಥಿತಿಯನ್ನು ಅಸ್ತಮ ಎಂದು ಕರೆಯಲಾಗುತ್ತದೆ. ಸರಿಯಾದ ಚಿಕಿತ್ಸೆ ಮತ್ತು ಎಚ್ಚರಿಕೆಯಿಂದ ಈ ಕಾಯಿಲೆಯನ್ನು ನಿಯಂತ್ರಣದಲ್ಲಿಡಬಹುದು. ಮನುಷ್ಯನ ದೇಹ ಹಲವಾರು ವ್ಯವಸ್ಥೆಗಳಿಂದ ರೂಪಿತವಾಗಿದ್ದು, ದೇಹದ ಎಲ್ಲಾ ವ್ಯವಸ್ಥೆಗಳ ಚಟುವಟಿಕೆಗಳಿಗೆ ಆಮ್ಲಜನಕವನ್ನು ಪೂರೈಸಲು ಮತ್ತು ದೇಹದೊಳಗಿನ ಇಂಗಾಲದ ಡೈಆಕ್ಸೈಡನ್ನು ಹೊರಹಾಕಲು ಉಸಿರಾಟದ ವ್ಯವಸ್ಥೆ ಪ್ರಮುಖ ಪಾತ್ರ ವಹಿಸುತ್ತದೆ. ಉಸಿರಾಟದ ನಾಳಗಳಲ್ಲಿ ಉಂಟಾಗುವ ಊತ ಮತ್ತು ಸಂಕುಚಿತತೆಯಿಂದ ಉಸಿರಾಡಲು ಕಷ್ಟವಾಗುವ ಸ್ಥಿತಿಯನ್ನು ಅಸ್ತಮ ಎಂದು ಕರೆಯಲಾಗುತ್ತದೆ. ಸರಿಯಾದ ಚಿಕಿತ್ಸೆ ಮತ್ತು ಎಚ್ಚರಿಕೆಯಿಂದ ಈ ಕಾಯಿಲೆಯನ್ನು ನಿಯಂತ್ರಣದಲ್ಲಿಡಬಹುದು.: [103, 460, 305, 591]
- footer-rule: [98, 1167, 847, 1168]
- category-pill: [647, 128, 839, 166]
- mitra-tagline-1: ಸತ್ಯದರ್ಶನದತ್ತ ಧಾವಿಸುತ್ತ ನಿತ್ಯ ಸತ್ಯಾತ್ವೇರ್ ದಿನ ಪ್ರಕಟಣೆ: [157, 269, 250, 275]
- humor-q2-text: "ನನ್ನನ್ನು ಕರೆದುಕೊಂಡು ಹೋಗಲು 'ವೆನ್' ಬಸ್ಸು ಬರುತ್ತೆ ಗೊತ್ತಾ?": [189, 189, 297, 204]
- continued-label: ಒಂದನೇ ಪುಟದಿಂದ: [318, 897, 845, 910]
- letter-4-body: ಮನುಷ್ಯನ ದೇಹ ಹಲವಾರು ವ್ಯವಸ್ಥೆಗಳಿಂದ ರೂಪಿತವಾಗಿದ್ದು, ದೇಹದ ಎಲ್ಲಾ ವ್ಯವಸ್ಥೆಗಳ ಚಟುವಟಿಕೆಗಳಿಗೆ ಆಮ್ಲಜನಕವನ್ನು ಪೂರೈಸಲು ಮತ್ತು ದೇಹದೊಳಗಿನ ಇಂಗಾಲದ ಡೈಆಕ್ಸೈಡನ್ನು ಹೊರಹಾಕಲು ಉಸಿರಾಟದ ವ್ಯವಸ್ಥೆ ಪ್ರಮುಖ ಪಾತ್ರ ವಹಿಸುತ್ತದೆ. ಉಸಿರಾಟದ ನಾಳಗಳಲ್ಲಿ ಉಂಟಾಗುವ ಊತ ಮತ್ತು ಸಂಕುಚಿತತೆಯಿಂದ ಉಸಿರಾಡಲು ಕಷ್ಟವಾಗುವ ಸ್ಥಿತಿಯನ್ನು ಅಸ್ತಮ ಎಂದು ಕರೆಯಲಾಗುತ್ತದೆ. ಸರಿಯಾದ ಚಿಕಿತ್ಸೆ ಮತ್ತು ಎಚ್ಚರಿಕೆಯಿಂದ ಈ ಕಾಯಿಲೆಯನ್ನು ನಿಯಂತ್ರಣದಲ್ಲಿಡಬಹುದು. ಮನುಷ್ಯನ ದೇಹ ಹಲವಾರು ವ್ಯವಸ್ಥೆಗಳಿಂದ ರೂಪಿತವಾಗಿದ್ದು, ದೇಹದ ಎಲ್ಲಾ ವ್ಯವಸ್ಥೆಗಳ ಚಟುವಟಿಕೆಗಳಿಗೆ ಆಮ್ಲಜನಕವನ್ನು ಪೂರೈಸಲು ಮತ್ತು ದೇಹದೊಳಗಿನ ಇಂಗಾಲದ ಡೈಆಕ್ಸೈಡನ್ನು ಹೊರಹಾಕಲು ಉಸಿರಾಟದ ವ್ಯವಸ್ಥೆ ಪ್ರಮುಖ ಪಾತ್ರ ವಹಿಸುತ್ತದೆ. ಉಸಿರಾಟದ ನಾಳಗಳಲ್ಲಿ ಉಂಟಾಗುವ ಊತ ಮತ್ತು ಸಂಕುಚಿತತೆಯಿಂದ ಉಸಿರಾಡಲು ಕಷ್ಟವಾಗುವ ಸ್ಥಿತಿಯನ್ನು ಅಸ್ತಮ ಎಂದು ಕರೆಯಲಾಗುತ್ತದೆ. ಸರಿಯಾದ ಚಿಕಿತ್ಸೆ ಮತ್ತು ಎಚ್ಚರಿಕೆಯಿಂದ ಈ ಕಾಯಿಲೆಯನ್ನು ನಿಯಂತ್ರಣದಲ್ಲಿಡಬಹುದು. ಮನುಷ್ಯನ ದೇಹ ಹಲವಾರು ವ್ಯವಸ್ಥೆಗಳಿಂದ ರೂಪಿತವಾಗಿದ್ದು, ದೇಹದ ಎಲ್ಲಾ ವ್ಯವಸ್ಥೆಗಳ ಚಟುವಟಿಕೆಗಳಿಗೆ ಆಮ್ಲಜನಕವನ್ನು ಪೂರೈಸಲು ಮತ್ತು ದೇಹದೊಳಗಿನ ಇಂಗಾಲದ ಡೈಆಕ್ಸೈಡನ್ನು ಹೊರಹಾಕಲು ಉಸಿರಾಟದ ವ್ಯವಸ್ಥೆ ಪ್ರಮುಖ ಪಾತ್ರ ವಹಿಸುತ್ತದೆ. ಉಸಿರಾಟದ ನಾಳಗಳಲ್ಲಿ ಉಂಟಾಗುವ ಊತ ಮತ್ತು ಸಂಕುಚಿತತೆಯಿಂದ ಉಸಿರಾಡಲು ಕಷ್ಟವಾಗುವ ಸ್ಥಿತಿಯನ್ನು ಅಸ್ತಮ ಎಂದು ಕರೆಯಲಾಗುತ್ತದೆ. ಸರಿಯಾದ ಚಿಕಿತ್ಸೆ ಮತ್ತು ಎಚ್ಚರಿಕೆಯಿಂದ ಈ ಕಾಯಿಲೆಯನ್ನು ನಿಯಂತ್ರಣದಲ್ಲಿಡಬಹುದು. ಮನುಷ್ಯನ ದೇಹ ಹಲವಾರು ವ್ಯವಸ್ಥೆಗಳಿಂದ ರೂಪಿತವಾಗಿದ್ದು, ದೇಹದ ಎಲ್ಲಾ ವ್ಯವಸ್ಥೆಗಳ ಚಟುವಟಿಕೆಗಳಿಗೆ ಆಮ್ಲಜನಕವನ್ನು ಪೂರೈಸಲು ಮತ್ತು ದೇಹದೊಳಗಿನ ಇಂಗಾಲದ ಡೈಆಕ್ಸೈಡನ್ನು ಹೊರಹಾಕಲು ಉಸಿರಾಟದ ವ್ಯವಸ್ಥೆ ಪ್ರಮುಖ ಪಾತ್ರ ವಹಿಸುತ್ತದೆ. ಉಸಿರಾಟದ ನಾಳಗಳಲ್ಲಿ ಉಂಟಾಗುವ ಊತ ಮತ್ತು ಸಂಕುಚಿತತೆಯಿಂದ ಉಸಿರಾಡಲು ಕಷ್ಟವಾಗುವ ಸ್ಥಿತಿಯನ್ನು ಅಸ್ತಮ ಎಂದು ಕರೆಯಲಾಗುತ್ತದೆ. ಸರಿಯಾದ ಚಿಕಿತ್ಸೆ ಮತ್ತು ಎಚ್ಚರಿಕೆಯಿಂದ ಈ ಕಾಯಿಲೆಯನ್ನು ನಿಯಂತ್ರಣದಲ್ಲಿಡಬಹುದು. ಮನುಷ್ಯನ ದೇಹ ಹಲವಾರು ವ್ಯವಸ್ಥೆಗಳಿಂದ ರೂಪಿತವಾಗಿದ್ದು, ದೇಹದ ಎಲ್ಲಾ ವ್ಯವಸ್ಥೆಗಳ ಚಟುವಟಿಕೆಗಳಿಗೆ ಆಮ್ಲಜನಕವನ್ನು ಪೂರೈಸಲು ಮತ್ತು ದೇಹದೊಳಗಿನ ಇಂಗಾಲದ ಡೈಆಕ್ಸೈಡನ್ನು ಹೊರಹಾಕಲು ಉಸಿರಾಟದ ವ್ಯವಸ್ಥೆ ಪ್ರಮುಖ ಪಾತ್ರ ವಹಿಸುತ್ತದೆ. ಉಸಿರಾಟದ ನಾಳಗಳಲ್ಲಿ ಉಂಟಾಗುವ ಊತ ಮತ್ತು ಸಂಕುಚಿತತೆಯಿಂದ ಉಸಿರಾಡಲು ಕಷ್ಟವಾಗುವ ಸ್ಥಿತಿಯನ್ನು ಅಸ್ತಮ ಎಂದು ಕರೆಯಲಾಗುತ್ತದೆ. ಸರಿಯಾದ ಚಿಕಿತ್ಸೆ: [103, 1012, 305, 1118]
- issue-date: ಗುರುವಾರ 23 ಮೇ 2019: [710, 97, 822, 111]
- left-column-rule: [312, 130, 313, 1132]
- laughing-face-icon: [104, 136, 122, 154]
- humor-q1-label: ಬಾಸ್‌ಗೆ ಪಾಠಿ ವಿದ್ಯಾರ್ಥಿ: [106, 163, 152, 170]
- lungs-diagram: [425, 355, 620, 593]
- letter-3-sign: - ಅನಿಲ್‌ಕುಮಾರ್ ನಾಡಿಗ್, ಮೈಸೂರು, ತಾ.22.05.2019: [205, 952, 305, 958]
- footer-imprint: Printed by T.S. Gopinath, Published by M. Govinde Gowda on behalf of Academy Newspapers Private Limited, 15-C Industrial 'A' Layout, Bannimantap, Mysore-570 015 and Printed at Academy Newspapers Private Limited, 15-C Industrial 'A' Layout, Bannimantap, Mysore-570 015 and Published at 15-C Industrial 'A' Layout, Bannimantap, Mysore-570 015, Editor: M. Govinde Gowda Ph: 2496520 / 2496521 / 2496526 / 2496527 / 2496528. Fax: 0821-2496525. CITY OFFICES: Visweswaraya Building, III Floor, K.R. CIRCLE, MYSORE-570 001, Ph: 2431774 and No. 114, D. DEVARAJ URS ROAD (Opposite Big Bus), MYSORE-570 001. Ph: 2428695. RNI Reg. No. 36581 / 1980 E-mail address: mysoorumithra@gmail.com For advertisements: mysoorumithra@gmail.com: [98, 1171, 847, 1207]
- letters-banner: [100, 395, 307, 415]
- medical-col-2-body: ಮನುಷ್ಯನ ದೇಹ ಹಲವಾರು ವ್ಯವಸ್ಥೆಗಳಿಂದ ರೂಪಿತವಾಗಿದ್ದು, ದೇಹದ ಎಲ್ಲಾ ವ್ಯವಸ್ಥೆಗಳ ಚಟುವಟಿಕೆಗಳಿಗೆ ಆಮ್ಲಜನಕವನ್ನು ಪೂರೈಸಲು ಮತ್ತು ದೇಹದೊಳಗಿನ ಇಂಗಾಲದ ಡೈಆಕ್ಸೈಡನ್ನು ಹೊರಹಾಕಲು ಉಸಿರಾಟದ ವ್ಯವಸ್ಥೆ ಪ್ರಮುಖ ಪಾತ್ರ ವಹಿಸುತ್ತದೆ. ಉಸಿರಾಟದ ನಾಳಗಳಲ್ಲಿ ಉಂಟಾಗುವ ಊತ ಮತ್ತು ಸಂಕುಚಿತತೆಯಿಂದ ಉಸಿರಾಡಲು ಕಷ್ಟವಾಗುವ ಸ್ಥಿತಿಯನ್ನು ಅಸ್ತಮ ಎಂದು ಕರೆಯಲಾಗುತ್ತದೆ. ಸರಿಯಾದ ಚಿಕಿತ್ಸೆ ಮತ್ತು ಎಚ್ಚರಿಕೆಯಿಂದ ಈ ಕಾಯಿಲೆಯನ್ನು ನಿಯಂತ್ರಣದಲ್ಲಿಡಬಹುದು. ಮನುಷ್ಯನ ದೇಹ ಹಲವಾರು ವ್ಯವಸ್ಥೆಗಳಿಂದ ರೂಪಿತವಾಗಿದ್ದು, ದೇಹದ ಎಲ್ಲಾ ವ್ಯವಸ್ಥೆಗಳ ಚಟುವಟಿಕೆಗಳಿಗೆ ಆಮ್ಲಜನಕವನ್ನು ಪೂರೈಸಲು ಮತ್ತು ದೇಹದೊಳಗಿನ ಇಂಗಾಲದ ಡೈಆಕ್ಸೈಡನ್ನು ಹೊರಹಾಕಲು ಉಸಿರಾಟದ ವ್ಯವಸ್ಥೆ ಪ್ರಮುಖ ಪಾತ್ರ ವಹಿಸುತ್ತದೆ. ಉಸಿರಾಟದ ನಾಳಗಳಲ್ಲಿ ಉಂಟಾಗುವ ಊತ ಮತ್ತು ಸಂಕುಚಿತತೆಯಿಂದ ಉಸಿರಾಡಲು ಕಷ್ಟವಾಗುವ ಸ್ಥಿತಿಯನ್ನು ಅಸ್ತಮ ಎಂದು ಕರೆಯಲಾಗುತ್ತದೆ. ಸರಿಯಾದ ಚಿಕಿತ್ಸೆ ಮತ್ತು ಎಚ್ಚರಿಕೆಯಿಂದ ಈ ಕಾಯಿಲೆಯನ್ನು ನಿಯಂತ್ರಣದಲ್ಲಿಡಬಹುದು. ಮನುಷ್ಯನ ದೇಹ ಹಲವಾರು ವ್ಯವಸ್ಥೆಗಳಿಂದ ರೂಪಿತವಾಗಿದ್ದು, ದೇಹದ ಎಲ್ಲಾ ವ್ಯವಸ್ಥೆಗಳ ಚಟುವಟಿಕೆಗಳಿಗೆ ಆಮ್ಲಜನಕವನ್ನು ಪೂರೈಸಲು ಮತ್ತು ದೇಹದೊಳಗಿನ ಇಂಗಾಲದ ಡೈಆಕ್ಸೈಡನ್ನು ಹೊರಹಾಕಲು ಉಸಿರಾಟದ ವ್ಯವಸ್ಥೆ ಪ್ರಮುಖ ಪಾತ್ರ ವಹಿಸುತ್ತದೆ. ಉಸಿರಾಟದ ನಾಳಗಳಲ್ಲಿ ಉಂಟಾಗುವ ಊತ ಮತ್ತು ಸಂಕುಚಿತತೆಯಿಂದ ಉಸಿರಾಡಲು ಕಷ್ಟವಾಗುವ ಸ್ಥಿತಿಯನ್ನು ಅಸ್ತಮ ಎಂದು ಕರೆಯಲಾಗುತ್ತದೆ. ಸರಿಯಾದ ಚಿಕಿತ್ಸೆ ಮತ್ತು ಎಚ್ಚರಿಕೆಯಿಂದ ಈ ಕಾಯಿಲೆಯನ್ನು ನಿಯಂತ್ರಣದಲ್ಲಿಡಬಹುದು. ಮನುಷ್ಯನ ದೇಹ ಹಲವಾರು ವ್ಯವಸ್ಥೆಗಳಿಂದ ರೂಪಿತವಾಗಿದ್ದು, ದೇಹದ ಎಲ್ಲಾ ವ್ಯವಸ್ಥೆಗಳ ಚಟುವಟಿಕೆಗಳಿಗೆ ಆಮ್ಲಜನಕವನ್ನು ಪೂರೈಸಲು ಮತ್ತು ದೇಹದೊಳಗಿನ ಇಂಗಾಲದ ಡೈಆಕ್ಸೈಡನ್ನು ಹೊರಹಾಕಲು ಉಸಿರಾಟದ ವ್ಯವಸ್ಥೆ ಪ್ರಮುಖ ಪಾತ್ರ ವಹಿಸುತ್ತದೆ. ಉಸಿರಾಟದ ನಾಳಗಳಲ್ಲಿ ಉಂಟಾಗುವ ಊತ ಮತ್ತು ಸಂಕುಚಿತತೆಯಿಂದ ಉಸಿರಾಡಲು ಕಷ್ಟವಾಗುವ ಸ್ಥಿತಿಯನ್ನು ಅಸ್ತಮ ಎಂದು ಕರೆಯಲಾಗುತ್ತದೆ. ಸರಿಯಾದ ಚಿಕಿತ್ಸೆ ಮತ್ತು ಎಚ್ಚರಿಕೆಯಿಂದ ಈ ಕಾಯಿಲೆಯನ್ನು ನಿಯಂತ್ರಣದಲ್ಲಿಡಬಹುದು. ಮನುಷ್ಯನ ದೇಹ ಹಲವಾರು ವ್ಯವಸ್ಥೆಗಳಿಂದ ರೂಪಿತವಾಗಿದ್ದು, ದೇಹದ ಎಲ್ಲಾ ವ್ಯವಸ್ಥೆಗಳ ಚಟುವಟಿಕೆಗಳಿಗೆ ಆಮ್ಲಜನಕವನ್ನು ಪೂರೈಸಲು ಮತ್ತು ದೇಹದೊಳಗಿನ ಇಂಗಾಲದ ಡೈಆಕ್ಸೈಡನ್ನು ಹೊರಹಾಕಲು ಉಸಿರಾಟದ ವ್ಯವಸ್ಥೆ ಪ್ರಮುಖ ಪಾತ್ರ ವಹಿಸುತ್ತದೆ. ಉಸಿರಾಟದ ನಾಳಗಳಲ್ಲಿ ಉಂಟಾಗುವ ಊತ ಮತ್ತು ಸಂಕುಚಿತತೆಯಿಂದ ಉಸಿರಾಡಲು ಕಷ್ಟವಾಗುವ ಸ್ಥಿತಿಯನ್ನು ಅಸ್ತಮ ಎಂದು ಕರೆಯಲಾಗುತ್ತದೆ. ಸರಿಯಾದ ಚಿಕಿತ್ಸೆ ಮತ್ತು ಎಚ್ಚರಿಕೆಯಿಂದ ಈ ಕಾಯಿಲೆಯನ್ನು ನಿಯಂತ್ರಣದಲ್ಲಿಡಬಹುದು. ಮನುಷ್ಯನ ದೇಹ ಹಲವಾರು ವ್ಯವಸ್ಥೆಗಳಿಂದ ರೂಪಿತವಾಗಿದ್ದು, ದೇಹದ ಎಲ್ಲಾ ವ್ಯವಸ್ಥೆಗಳ ಚಟುವಟಿಕೆಗಳಿಗೆ ಆಮ್ಲಜನಕವನ್ನು ಪೂರೈಸಲು ಮತ್ತು ದೇಹದೊಳಗಿನ ಇಂಗಾಲದ ಡೈಆಕ್ಸೈಡನ್ನು ಹೊರಹಾಕಲು ಉಸಿರಾಟದ ವ್ಯವಸ್ಥೆ ಪ್ರಮುಖ ಪಾತ್ರ ವಹಿಸುತ್ತದೆ. ಉಸಿರಾಟದ ನಾಳಗಳಲ್ಲಿ ಉಂಟಾಗುವ ಊತ ಮತ್ತು ಸಂಕುಚಿತತೆಯಿಂದ ಉಸಿರಾಡಲು: [424, 598, 521, 881]
- humor-title: ನಕ್ಕರೆ ಅದೇ ಸ್ವರ್ಗ: [125, 136, 212, 154]
- letter-4-sign: - ಬೂಕನಕೆರೆ ವಿಜೇಂದ್ರ, ಕುವೆಂಪುನಗರ, ಮೈಸೂರು, ತಾ.16.5.2019: [186, 1122, 305, 1128]
- pull-quote-box: [424, 232, 721, 350]
- amrita-sign: - ಸ್ವಾಮಿ ವಿವೇಕಾನಂದ: [262, 348, 298, 354]
- cont-col-3: ಮನುಷ್ಯನ ದೇಹ ಹಲವಾರು ವ್ಯವಸ್ಥೆಗಳಿಂದ ರೂಪಿತವಾಗಿದ್ದು, ದೇಹದ ಎಲ್ಲಾ ವ್ಯವಸ್ಥೆಗಳ ಚಟುವಟಿಕೆಗಳಿಗೆ ಆಮ್ಲಜನಕವನ್ನು ಪೂರೈಸಲು ಮತ್ತು ದೇಹದೊಳಗಿನ ಇಂಗಾಲದ ಡೈಆಕ್ಸೈಡನ್ನು ಹೊರಹಾಕಲು ಉಸಿರಾಟದ ವ್ಯವಸ್ಥೆ ಪ್ರಮುಖ ಪಾತ್ರ ವಹಿಸುತ್ತದೆ. ಉಸಿರಾಟದ ನಾಳಗಳಲ್ಲಿ ಉಂಟಾಗುವ ಊತ ಮತ್ತು ಸಂಕುಚಿತತೆಯಿಂದ ಉಸಿರಾಡಲು ಕಷ್ಟವಾಗುವ ಸ್ಥಿತಿಯನ್ನು ಅಸ್ತಮ ಎಂದು ಕರೆಯಲಾಗುತ್ತದೆ. ಸರಿಯಾದ ಚಿಕಿತ್ಸೆ ಮತ್ತು ಎಚ್ಚರಿಕೆಯಿಂದ ಈ ಕಾಯಿಲೆಯನ್ನು ನಿಯಂತ್ರಣದಲ್ಲಿಡಬಹುದು. ಮನುಷ್ಯನ ದೇಹ ಹಲವಾರು ವ್ಯವಸ್ಥೆಗಳಿಂದ ರೂಪಿತವಾಗಿದ್ದು, ದೇಹದ ಎಲ್ಲಾ ವ್ಯವಸ್ಥೆಗಳ ಚಟುವಟಿಕೆಗಳಿಗೆ ಆಮ್ಲಜನಕವನ್ನು ಪೂರೈಸಲು ಮತ್ತು ದೇಹದೊಳಗಿನ ಇಂಗಾಲದ ಡೈಆಕ್ಸೈಡನ್ನು ಹೊರಹಾಕಲು ಉಸಿರಾಟದ ವ್ಯವಸ್ಥೆ ಪ್ರಮುಖ ಪಾತ್ರ ವಹಿಸುತ್ತದೆ. ಉಸಿರಾಟದ ನಾಳಗಳಲ್ಲಿ ಉಂಟಾಗುವ ಊತ ಮತ್ತು ಸಂಕುಚಿತತೆಯಿಂದ ಉಸಿರಾಡಲು ಕಷ್ಟವಾಗುವ ಸ್ಥಿತಿಯನ್ನು ಅಸ್ತಮ ಎಂದು ಕರೆಯಲಾಗುತ್ತದೆ. ಸರಿಯಾದ ಚಿಕಿತ್ಸೆ ಮತ್ತು ಎಚ್ಚರಿಕೆಯಿಂದ ಈ ಕಾಯಿಲೆಯನ್ನು ನಿಯಂತ್ರಣದಲ್ಲಿಡಬಹುದು. ಮನುಷ್ಯನ ದೇಹ ಹಲವಾರು ವ್ಯವಸ್ಥೆಗಳಿಂದ ರೂಪಿತವಾಗಿದ್ದು, ದೇಹದ ಎಲ್ಲಾ ವ್ಯವಸ್ಥೆಗಳ ಚಟುವಟಿಕೆಗಳಿಗೆ ಆಮ್ಲಜನಕವನ್ನು ಪೂರೈಸಲು ಮತ್ತು ದೇಹದೊಳಗಿನ ಇಂಗಾಲದ ಡೈಆಕ್ಸೈಡನ್ನು ಹೊರಹಾಕಲು ಉಸಿರಾಟದ ವ್ಯವಸ್ಥೆ ಪ್ರಮುಖ ಪಾತ್ರ ವಹಿಸುತ್ತದೆ. ಉಸಿರಾಟದ ನಾಳಗಳಲ್ಲಿ ಉಂಟಾಗುವ ಊತ ಮತ್ತು ಸಂಕುಚಿತತೆಯಿಂದ ಉಸಿರಾಡಲು ಕಷ್ಟವಾಗುವ ಸ್ಥಿತಿಯನ್ನು ಅಸ್ತಮ ಎಂದು ಕರೆಯಲಾಗುತ್ತದೆ. ಸರಿಯಾದ ಚಿಕಿತ್ಸೆ ಮತ್ತು ಎಚ್ಚರಿಕೆಯಿಂದ ಈ ಕಾಯಿಲೆಯನ್ನು ನಿಯಂತ್ರಣದಲ್ಲಿಡಬಹುದು. ಮನುಷ್ಯನ ದೇಹ ಹಲವಾರು ವ್ಯವಸ್ಥೆಗಳಿಂದ ರೂಪಿತವಾಗಿದ್ದು, ದೇಹದ ಎಲ್ಲಾ ವ್ಯವಸ್ಥೆಗಳ ಚಟುವಟಿಕೆಗಳಿಗೆ ಆಮ್ಲಜನಕವನ್ನು ಪೂರೈಸಲು ಮತ್ತು ದೇಹದೊಳಗಿನ ಇಂಗಾಲದ ಡೈಆಕ್ಸೈಡನ್ನು ಹೊರಹಾಕಲು ಉಸಿರಾಟದ ವ್ಯವಸ್ಥೆ ಪ್ರಮುಖ ಪಾತ್ರ ವಹಿಸುತ್ತದೆ. ಉಸಿರಾಟದ ನಾಳಗಳಲ್ಲಿ ಉಂಟಾಗುವ ಊತ ಮತ್ತು ಸಂಕುಚಿತತೆಯಿಂದ ಉಸಿರಾಡಲು ಕಷ್ಟವಾಗುವ ಸ್ಥಿತಿಯನ್ನು ಅಸ್ತಮ ಎಂದು ಕರೆಯಲಾಗುತ್ತದೆ. ಸರಿಯಾದ ಚಿಕಿತ್ಸೆ ಮತ್ತು ಎಚ್ಚರಿಕೆಯಿಂದ ಈ ಕಾಯಿಲೆಯನ್ನು ನಿಯಂತ್ರಣದಲ್ಲಿಡಬಹುದು. ಮನುಷ್ಯನ ದೇಹ ಹಲವಾರು ವ್ಯವಸ್ಥೆಗಳಿಂದ ರೂಪಿತವಾಗಿದ್ದು, ದೇಹದ ಎಲ್ಲಾ ವ್ಯವಸ್ಥೆಗಳ ಚಟುವಟಿಕೆಗಳಿಗೆ ಆಮ್ಲಜನಕವನ್ನು ಪೂರೈಸಲು ಮತ್ತು ದೇಹದೊಳಗಿನ ಇಂಗಾಲದ ಡೈಆಕ್ಸೈಡನ್ನು ಹೊರಹಾಕಲು ಉಸಿರಾಟದ: [520, 944, 617, 1164]
- masthead-info-box: [100, 224, 307, 389]
- page-label: ಪುಟ: [101, 96, 112, 104]
- letter-3-headline: ತಿಂಗಳುಗಳಿಂದ ಸೋರುತ್ತಿದೆ ನೀರಿನ ಪೈಪ್: [132, 840, 276, 853]
- letters-banner-label: ನಿಮ್ಮ ಪತ್ರಗಳು: [112, 395, 230, 415]
- masthead-logo: ಮೈಸೂರು ಮಿತ್ರ: [468, 96, 533, 111]
- author-name: ಡಾ. ಎಸ್.ಪಿ.ಯೋಗಣ್ಣ: [364, 124, 415, 132]
- letter-1-headline: ನಮ್ಮ ದೇಶದ ಜನಪ್ರತಿನಿಧಿಗಳಾಗಲು ಇವರು ಯೋಗ್ಯರೇ?: [122, 419, 286, 448]
- letter-3-salutation: ಮಾನ್ಯರೆ,: [199, 859, 216, 865]
- cont-side-rule: [741, 912, 742, 1164]
- letter-4-headline: ಬೂಕನಕೆರೆ ಗ್ರಾಮದಲ್ಲಿ ಹೆರಿಗೆ ಆಸ್ಪತ್ರೆ ತೆರೆಯಿರಿ: [124, 973, 284, 986]
- pull-quote-text: ಜನ್ಮಜಾತ ಉಸಿರಿನಾಳ ವ್ಯವಸ್ಥೆಯ ಅತಿ ಸೂಕ್ಷ್ಮತೆ ಇದಕ್ಕೆ ಪ್ರಮುಖ ಕಾರಣ. ಅಲರ್ಜಿಕಾರಕಗಳು, ಸೋಂಕುಗಳು, ಜರಾ, ಯೂಸಿನೋಫಿಲ್ಸ್ ಹಿಸ್ಟಮಿನ್ (ಗ್ರೀತಾ) ಮಟ್ಟವಷ್ಟೇ ಅಲ್ಲದೆ, ಧೂಳು, ವಾಯುಮಾಲಿನ್ಯ, ಪರಿಸರದ ಋತು ವೈಪರೀತ್ಯಗಳು ಹಾಗೂ ಧೂಮಪಾನದ ಅಭ್ಯಾಸ ಮತ್ತು ಗಾಳಿ ಒತ್ತಡದ ಏರುಪೇರುಗಳೂ ಸಹ ಅಸ್ತಮವನ್ನು ಉಲ್ಬಣಗೊಳಿಸುತ್ತವೆ. ಜೊತೆಗೆ ಬಿಸಿ ನೀರು ಮತ್ತು ಹಸಿರು ತರಕಾರಿ, ಆಹಾರ ಪದಾರ್ಥಗಳು ಆಸ್ಪಿರಿನ್, ಜೀವಾ ನಿರೋಧಕಗಳು ಇತ್ಯಾದಿಗಳು ಅಸ್ತಮವನ್ನು ಪ್ರಚೋದಿಸುತ್ತವೆ.: [435, 238, 711, 290]
- letter-2-headline: ಫಲಿತಾಂಶ ಏನೇ ಬರಲಿ ಸಕಾರಾತ್ಮಕವಾಗಿ ಪರಿಗಣಿಸಿ: [109, 678, 299, 692]
- author-phone: Ph: 9663113722: [364, 150, 410, 156]
- side-headline: ಹೆಚ್‌ಡಿಕೆ ಸಿ.ಎಂ: [768, 914, 822, 925]
- drop-cap: ಮ: [322, 227, 342, 251]
- letter-3-body: ಮನುಷ್ಯನ ದೇಹ ಹಲವಾರು ವ್ಯವಸ್ಥೆಗಳಿಂದ ರೂಪಿತವಾಗಿದ್ದು, ದೇಹದ ಎಲ್ಲಾ ವ್ಯವಸ್ಥೆಗಳ ಚಟುವಟಿಕೆಗಳಿಗೆ ಆಮ್ಲಜನಕವನ್ನು ಪೂರೈಸಲು ಮತ್ತು ದೇಹದೊಳಗಿನ ಇಂಗಾಲದ ಡೈಆಕ್ಸೈಡನ್ನು ಹೊರಹಾಕಲು ಉಸಿರಾಟದ ವ್ಯವಸ್ಥೆ ಪ್ರಮುಖ ಪಾತ್ರ ವಹಿಸುತ್ತದೆ. ಉಸಿರಾಟದ ನಾಳಗಳಲ್ಲಿ ಉಂಟಾಗುವ ಊತ ಮತ್ತು ಸಂಕುಚಿತತೆಯಿಂದ ಉಸಿರಾಡಲು ಕಷ್ಟವಾಗುವ ಸ್ಥಿತಿಯನ್ನು ಅಸ್ತಮ ಎಂದು ಕರೆಯಲಾಗುತ್ತದೆ. ಸರಿಯಾದ ಚಿಕಿತ್ಸೆ ಮತ್ತು ಎಚ್ಚರಿಕೆಯಿಂದ ಈ ಕಾಯಿಲೆಯನ್ನು ನಿಯಂತ್ರಣದಲ್ಲಿಡಬಹುದು. ಮನುಷ್ಯನ ದೇಹ ಹಲವಾರು ವ್ಯವಸ್ಥೆಗಳಿಂದ ರೂಪಿತವಾಗಿದ್ದು, ದೇಹದ ಎಲ್ಲಾ ವ್ಯವಸ್ಥೆಗಳ ಚಟುವಟಿಕೆಗಳಿಗೆ ಆಮ್ಲಜನಕವನ್ನು ಪೂರೈಸಲು ಮತ್ತು ದೇಹದೊಳಗಿನ ಇಂಗಾಲದ ಡೈಆಕ್ಸೈಡನ್ನು ಹೊರಹಾಕಲು ಉಸಿರಾಟದ ವ್ಯವಸ್ಥೆ ಪ್ರಮುಖ ಪಾತ್ರ ವಹಿಸುತ್ತದೆ. ಉಸಿರಾಟದ ನಾಳಗಳಲ್ಲಿ ಉಂಟಾಗುವ ಊತ ಮತ್ತು ಸಂಕುಚಿತತೆಯಿಂದ ಉಸಿರಾಡಲು ಕಷ್ಟವಾಗುವ ಸ್ಥಿತಿಯನ್ನು ಅಸ್ತಮ ಎಂದು ಕರೆಯಲಾಗುತ್ತದೆ. ಸರಿಯಾದ ಚಿಕಿತ್ಸೆ ಮತ್ತು: [199, 867, 305, 948]
- mitra-logo: ಮೈಸೂರು ಮಿತ್ರ: [141, 229, 267, 251]
- letter-1-salutation: ಮಾನ್ಯರೆ,: [103, 452, 120, 458]
- medical-col-1-body: ಮನುಷ್ಯನ ದೇಹ ಹಲವಾರು ವ್ಯವಸ್ಥೆಗಳಿಂದ ರೂಪಿತವಾಗಿದ್ದು, ದೇಹದ ಎಲ್ಲಾ ವ್ಯವಸ್ಥೆಗಳ ಚಟುವಟಿಕೆಗಳಿಗೆ ಆಮ್ಲಜನಕವನ್ನು ಪೂರೈಸಲು ಮತ್ತು ದೇಹದೊಳಗಿನ ಇಂಗಾಲದ ಡೈಆಕ್ಸೈಡನ್ನು ಹೊರಹಾಕಲು ಉಸಿರಾಟದ ವ್ಯವಸ್ಥೆ ಪ್ರಮುಖ ಪಾತ್ರ ವಹಿಸುತ್ತದೆ. ಉಸಿರಾಟದ ನಾಳಗಳಲ್ಲಿ ಉಂಟಾಗುವ ಊತ ಮತ್ತು ಸಂಕುಚಿತತೆಯಿಂದ ಉಸಿರಾಡಲು ಕಷ್ಟವಾಗುವ ಸ್ಥಿತಿಯನ್ನು ಅಸ್ತಮ ಎಂದು ಕರೆಯಲಾಗುತ್ತದೆ. ಸರಿಯಾದ ಚಿಕಿತ್ಸೆ ಮತ್ತು ಎಚ್ಚರಿಕೆಯಿಂದ ಈ ಕಾಯಿಲೆಯನ್ನು ನಿಯಂತ್ರಣದಲ್ಲಿಡಬಹುದು. ಮನುಷ್ಯನ ದೇಹ ಹಲವಾರು ವ್ಯವಸ್ಥೆಗಳಿಂದ ರೂಪಿತವಾಗಿದ್ದು, ದೇಹದ ಎಲ್ಲಾ ವ್ಯವಸ್ಥೆಗಳ ಚಟುವಟಿಕೆಗಳಿಗೆ ಆಮ್ಲಜನಕವನ್ನು ಪೂರೈಸಲು ಮತ್ತು ದೇಹದೊಳಗಿನ ಇಂಗಾಲದ ಡೈಆಕ್ಸೈಡನ್ನು ಹೊರಹಾಕಲು ಉಸಿರಾಟದ ವ್ಯವಸ್ಥೆ ಪ್ರಮುಖ ಪಾತ್ರ ವಹಿಸುತ್ತದೆ. ಉಸಿರಾಟದ ನಾಳಗಳಲ್ಲಿ ಉಂಟಾಗುವ ಊತ ಮತ್ತು ಸಂಕುಚಿತತೆಯಿಂದ ಉಸಿರಾಡಲು ಕಷ್ಟವಾಗುವ ಸ್ಥಿತಿಯನ್ನು ಅಸ್ತಮ ಎಂದು ಕರೆಯಲಾಗುತ್ತದೆ. ಸರಿಯಾದ ಚಿಕಿತ್ಸೆ ಮತ್ತು ಎಚ್ಚರಿಕೆಯಿಂದ ಈ ಕಾಯಿಲೆಯನ್ನು ನಿಯಂತ್ರಣದಲ್ಲಿಡಬಹುದು. ಮನುಷ್ಯನ ದೇಹ ಹಲವಾರು ವ್ಯವಸ್ಥೆಗಳಿಂದ ರೂಪಿತವಾಗಿದ್ದು, ದೇಹದ ಎಲ್ಲಾ ವ್ಯವಸ್ಥೆಗಳ ಚಟುವಟಿಕೆಗಳಿಗೆ ಆಮ್ಲಜನಕವನ್ನು ಪೂರೈಸಲು ಮತ್ತು ದೇಹದೊಳಗಿನ ಇಂಗಾಲದ ಡೈಆಕ್ಸೈಡನ್ನು ಹೊರಹಾಕಲು ಉಸಿರಾಟದ ವ್ಯವಸ್ಥೆ ಪ್ರಮುಖ ಪಾತ್ರ ವಹಿಸುತ್ತದೆ. ಉಸಿರಾಟದ ನಾಳಗಳಲ್ಲಿ ಉಂಟಾಗುವ ಊತ ಮತ್ತು ಸಂಕುಚಿತತೆಯಿಂದ ಉಸಿರಾಡಲು ಕಷ್ಟವಾಗುವ ಸ್ಥಿತಿಯನ್ನು ಅಸ್ತಮ ಎಂದು ಕರೆಯಲಾಗುತ್ತದೆ. ಸರಿಯಾದ ಚಿಕಿತ್ಸೆ ಮತ್ತು ಎಚ್ಚರಿಕೆಯಿಂದ ಈ ಕಾಯಿಲೆಯನ್ನು ನಿಯಂತ್ರಣದಲ್ಲಿಡಬಹುದು. ಮನುಷ್ಯನ ದೇಹ ಹಲವಾರು ವ್ಯವಸ್ಥೆಗಳಿಂದ ರೂಪಿತವಾಗಿದ್ದು, ದೇಹದ ಎಲ್ಲಾ ವ್ಯವಸ್ಥೆಗಳ ಚಟುವಟಿಕೆಗಳಿಗೆ ಆಮ್ಲಜನಕವನ್ನು ಪೂರೈಸಲು ಮತ್ತು ದೇಹದೊಳಗಿನ ಇಂಗಾಲದ ಡೈಆಕ್ಸೈಡನ್ನು ಹೊರಹಾಕಲು ಉಸಿರಾಟದ ವ್ಯವಸ್ಥೆ ಪ್ರಮುಖ ಪಾತ್ರ ವಹಿಸುತ್ತದೆ. ಉಸಿರಾಟದ ನಾಳಗಳಲ್ಲಿ ಉಂಟಾಗುವ ಊತ ಮತ್ತು ಸಂಕುಚಿತತೆಯಿಂದ ಉಸಿರಾಡಲು ಕಷ್ಟವಾಗುವ ಸ್ಥಿತಿಯನ್ನು ಅಸ್ತಮ ಎಂದು ಕರೆಯಲಾಗುತ್ತದೆ. ಸರಿಯಾದ ಚಿಕಿತ್ಸೆ ಮತ್ತು ಎಚ್ಚರಿಕೆಯಿಂದ ಈ ಕಾಯಿಲೆಯನ್ನು ನಿಯಂತ್ರಣದಲ್ಲಿಡಬಹುದು. ಮನುಷ್ಯನ ದೇಹ ಹಲವಾರು ವ್ಯವಸ್ಥೆಗಳಿಂದ ರೂಪಿತವಾಗಿದ್ದು, ದೇಹದ ಎಲ್ಲಾ ವ್ಯವಸ್ಥೆಗಳ ಚಟುವಟಿಕೆಗಳಿಗೆ ಆಮ್ಲಜನಕವನ್ನು ಪೂರೈಸಲು ಮತ್ತು ದೇಹದೊಳಗಿನ ಇಂಗಾಲದ ಡೈಆಕ್ಸೈಡನ್ನು ಹೊರಹಾಕಲು ಉಸಿರಾಟದ ವ್ಯವಸ್ಥೆ ಪ್ರಮುಖ ಪಾತ್ರ ವಹಿಸುತ್ತದೆ. ಉಸಿರಾಟದ ನಾಳಗಳಲ್ಲಿ ಉಂಟಾಗುವ ಊತ ಮತ್ತು ಸಂಕುಚಿತತೆಯಿಂದ ಉಸಿರಾಡಲು ಕಷ್ಟವಾಗುವ ಸ್ಥಿತಿಯನ್ನು ಅಸ್ತಮ ಎಂದು ಕರೆಯಲಾಗುತ್ತದೆ. ಸರಿಯಾದ ಚಿಕಿತ್ಸೆ ಮತ್ತು ಎಚ್ಚರಿಕೆಯಿಂದ ಈ ಕಾಯಿಲೆಯನ್ನು ನಿಯಂತ್ರಣದಲ್ಲಿಡಬಹುದು. ಮನುಷ್ಯನ ದೇಹ ಹಲವಾರು ವ್ಯವಸ್ಥೆಗಳಿಂದ ರೂಪಿತವಾಗಿದ್ದು, ದೇಹದ ಎಲ್ಲಾ ವ್ಯವಸ್ಥೆಗಳ ಚಟುವಟಿಕೆಗಳಿಗೆ ಆಮ್ಲಜನಕವನ್ನು ಪೂರೈಸಲು ಮತ್ತು ದೇಹದೊಳಗಿನ ಇಂಗಾಲದ ಡೈಆಕ್ಸೈಡನ್ನು ಹೊರಹಾಕಲು ಉಸಿರಾಟದ ವ್ಯವಸ್ಥೆ ಪ್ರಮುಖ ಪಾತ್ರ ವಹಿಸುತ್ತದೆ. ಉಸಿರಾಟದ ನಾಳಗಳಲ್ಲಿ ಉಂಟಾಗುವ ಊತ ಮತ್ತು ಸಂಕುಚಿತತೆಯಿಂದ ಉಸಿರಾಡಲು ಕಷ್ಟವಾಗುವ ಸ್ಥಿತಿಯನ್ನು ಅಸ್ತಮ ಎಂದು ಕರೆಯಲಾಗುತ್ತದೆ. ಸರಿಯಾದ ಚಿಕಿತ್ಸೆ ಮತ್ತು ಎಚ್ಚರಿಕೆಯಿಂದ ಈ ಕಾಯಿಲೆಯನ್ನು ನಿಯಂತ್ರಣದಲ್ಲಿಡಬಹುದು.: [322, 230, 419, 531]
- amrita-box: [105, 305, 302, 358]
- lungs-illustration: [424, 354, 621, 594]
- pull-quote-left-bar: [425, 233, 428, 349]
- humor-box: [100, 132, 307, 220]
- amrita-title: ಅಮೃತವಾಹಿನಿ: [187, 308, 220, 316]
- mitra-editor: ಸಂಪಾದಕ: ಎಂ. ಗೋವಿಂದೇಗೌಡ M.A.: [169, 286, 238, 292]
